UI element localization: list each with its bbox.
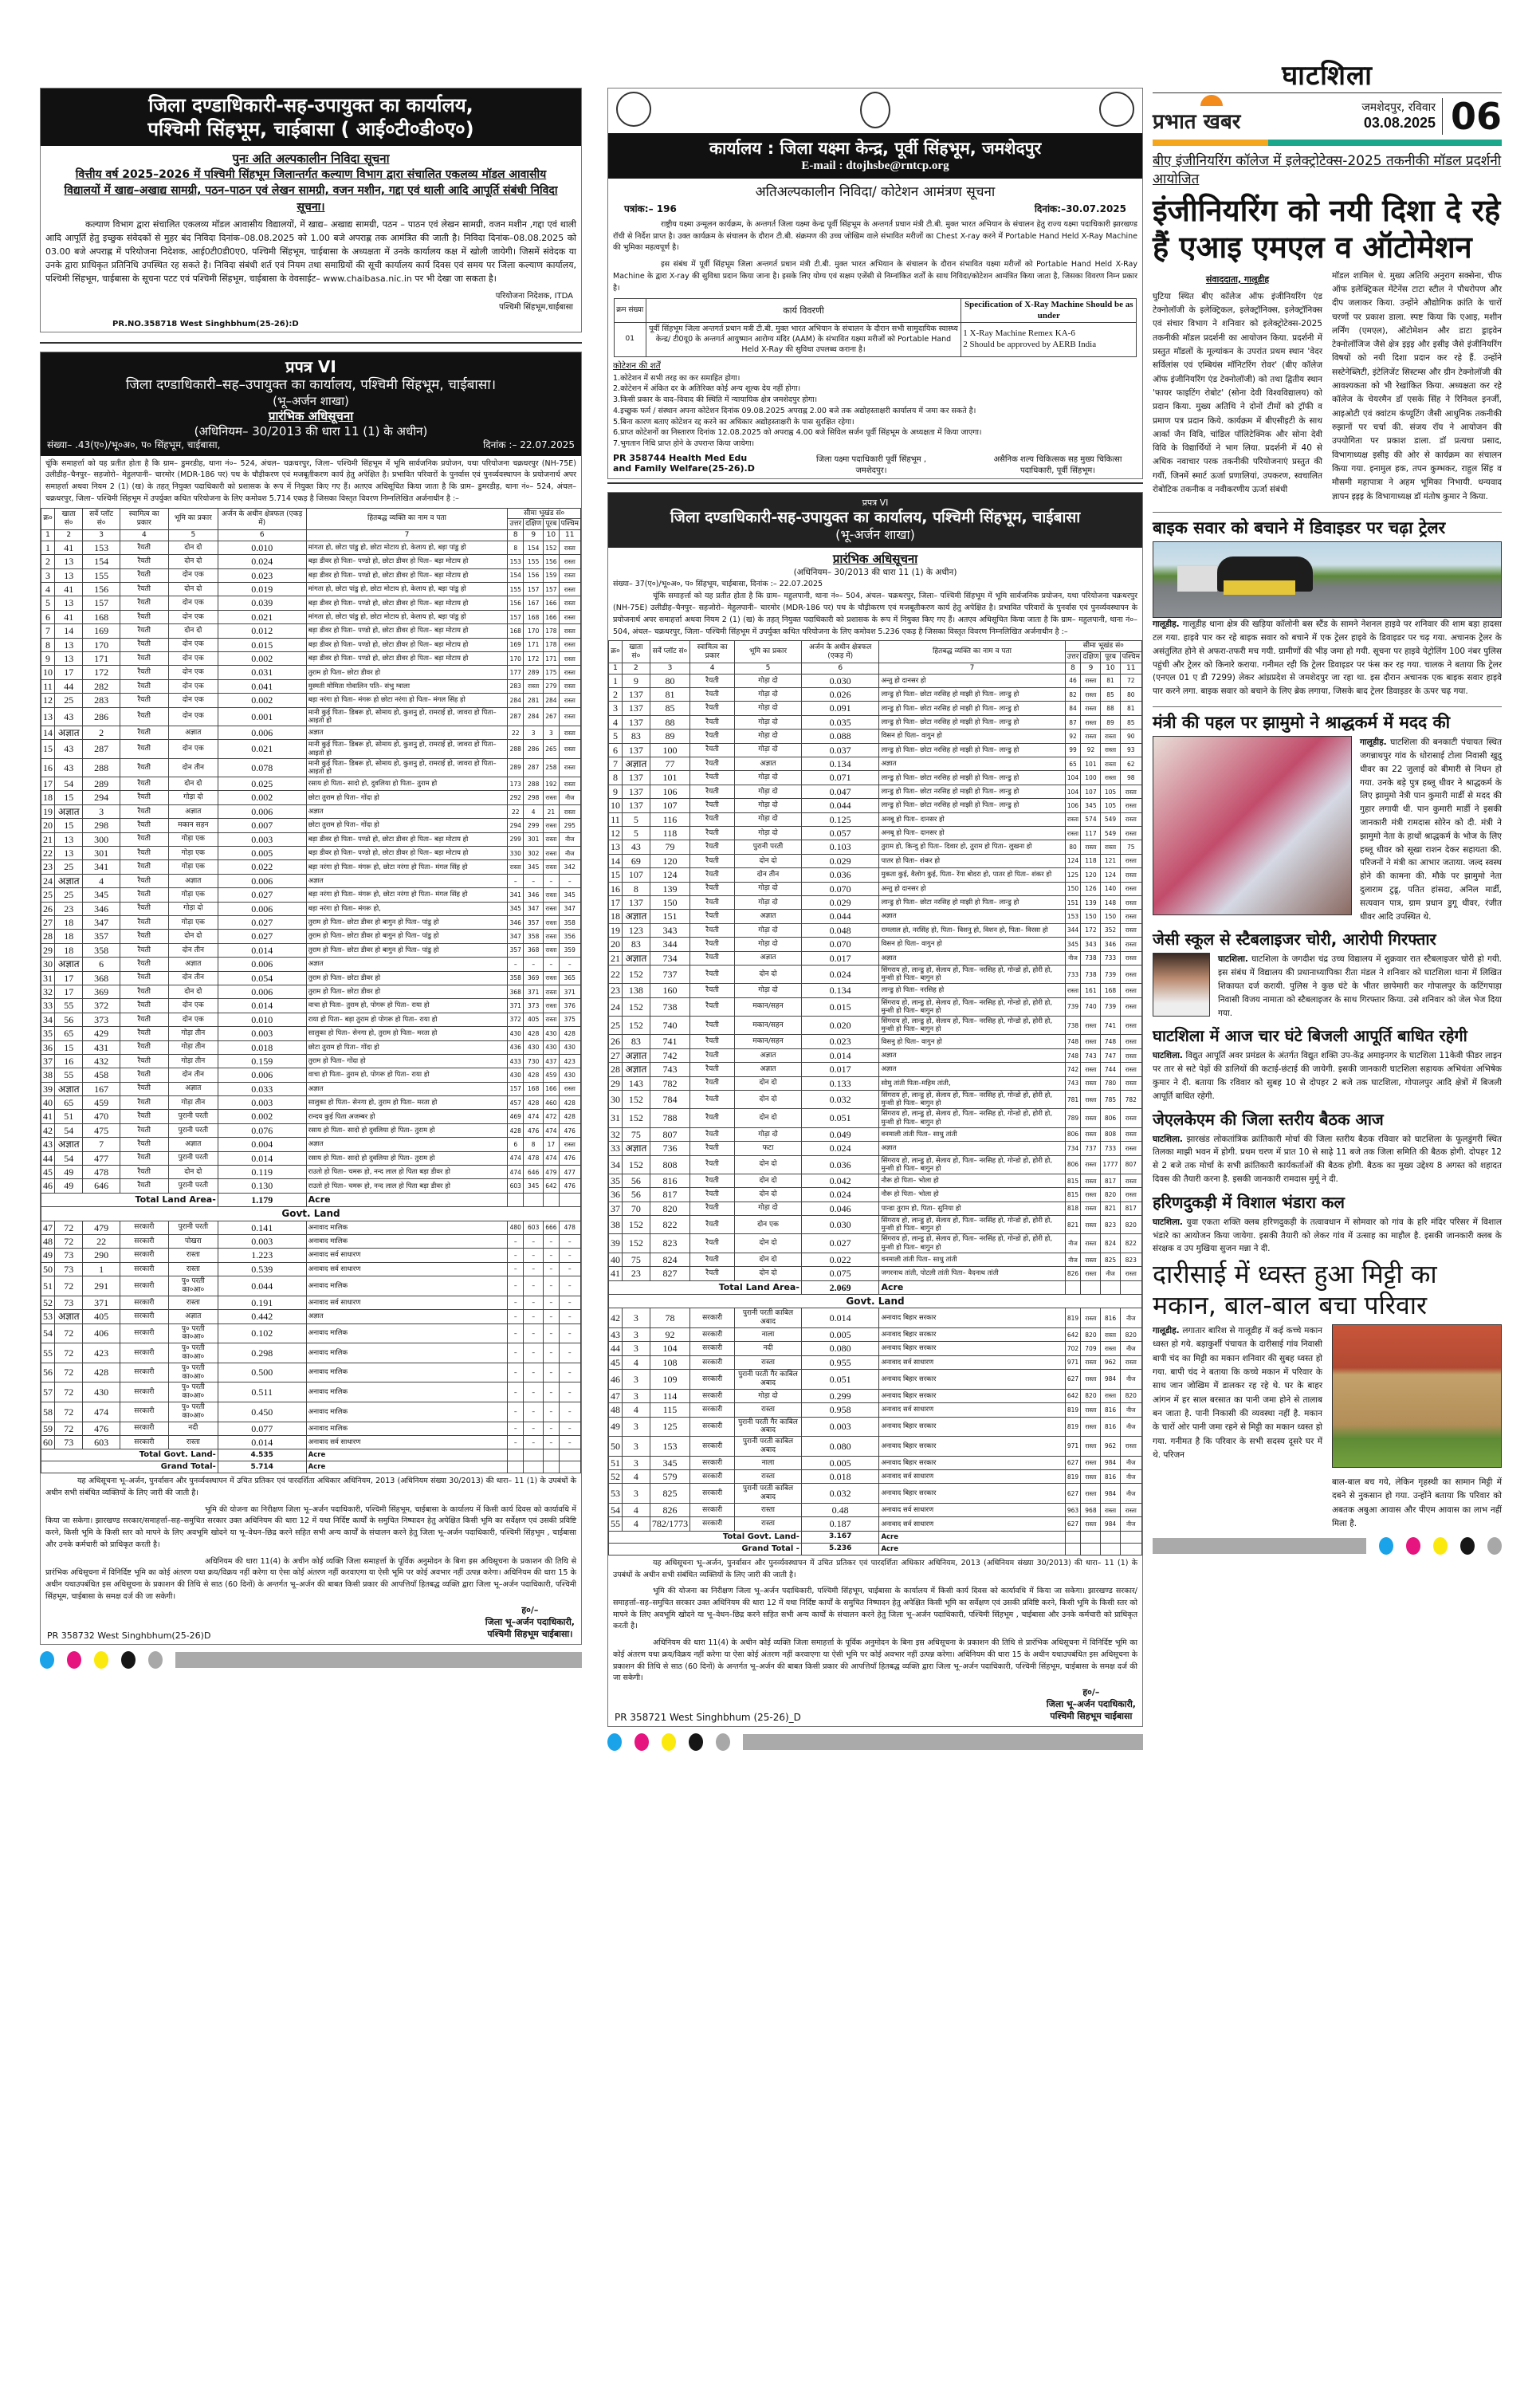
table-row: 49 3 125 सरकारी पुरानी परती गैर काबिल अबाद 0.003 अनावाद बिहार सरकार 819 रास्ता 816 नीज bbox=[609, 1417, 1142, 1437]
table-row: 54 4 826 सरकारी रास्ता 0.48 अनावाद सर्व साधारण 963 968 रास्ता रास्ता bbox=[609, 1504, 1142, 1517]
table-row: 27 18 347 रैयती गोड़ा एक 0.027 तुराम हो पिता– छोटा डीवर हो बागुन हो पिता– पांडु हो 346 357 रास्ता 358 bbox=[41, 916, 581, 930]
table-row: 31 17 368 रैयती दोन तीन 0.054 तुराम हो पिता– छोटा डीवर हो 358 369 रास्ता 365 bbox=[41, 971, 581, 985]
lead-story: बीए इंजीनियरिंग कॉलेज में इलेक्ट्रोटेक्स-2025 तकनीकी मॉडल प्रदर्शनी आयोजित इंजीनियरिंग को नयी दिशा दे रहे हैं एआइ एमएल व ऑटोमेशन संवाददाता, गालूडीह घुटिया स्थित बीए कॉलेज ऑफ इंजीनियरिंग एंड टेक्नोलॉजी के इलेक्ट्रिकल, इलेक्ट्रॉनिक्स, इलेक्ट्रॉनिक्स एवं संचार विभाग ने शनिवार को इलेक्ट्रोटेक्स-2025 तकनीकी मॉडल प्रदर्शनी का आयोजन किया. प्रदर्शनी में प्रस्तुत मॉडलों के मूल्यांकन के उपरांत प्रथम स्थान 'वेदर सर्विलांस एवं एम्बियंस मॉनिटरिंग रोवर' (बीए कॉलेज ऑफ इंजीनियरिंग एंड टेक्नोलॉजी) को तथा द्वितीय स्थान 'फायर फाइटिंग रोबोट' (सोना देवी विश्वविद्यालय) को प्रदान किया. मुख्य अतिथि ने दोनों टीमों को ट्रॉफी व प्रमाण पत्र प्रदान किये. कार्यक्रम में बीएसीइटी के साथ आर्का जैन विवि, चांडिल पॉलिटेक्निक और सोना देवी विवि के विद्यार्थियों ने भाग लिया. प्रदर्शनी में 40 से अधिक नवाचार परक तकनीकी परियोजनाएं प्रस्तुत की गयीं, जिनमें स्मार्ट ऊर्जा प्रणालियां, उपकरण, स्वचालित रोबोटिक तकनीक व नवीकरणीय ऊर्जा संबंधी मॉडल शामिल थे. मुख्य अतिथि अनुराग सक्सेना, चीफ ऑफ इलेक्ट्रिकल मेंटेनेंस टाटा स्टील ने पौधरोपण और दीप जलाकर किया. उन्होंने औद्योगिक क्रांति के चारों चरणों पर प्रकाश डाला. स्पष्ट किया कि एआइ, मशीन लर्निंग (एमएल), ऑटोमेशन और डाटा ड्राइवेन टेक्नोलॉजिज जैसे क्षेत्र इइइ और इसीइ जैसे इंजीनियरिंग विषयों को नयी दिशा प्रदान कर रहे हैं. उन्होंने सस्टेनेब्लिटी, इंटेलिजेंट सिस्टम्स और ग्रीन टेक्नोलॉजी की आवश्यकता को भी रेखांकित किया. अध्यक्षता कर रहे कॉलेज के चेयरमैन डॉ एसके सिंह ने रिनिवल इनर्जी, आइओटी एवं क्वांटम कंप्यूटिंग जैसी आधुनिक तकनीकी रुझानों पर चर्चा की. संजय रॉय ने आयोजन की उपयोगिता पर प्रकाश डाला. डॉ प्रत्यचा प्रसाद, विभागाध्यक्ष इसीइ की ओर से कार्यक्रम का संचालन किया गया. इनामुल हक, तपन कुम्भकर, राहुल सिंह व मौसमी महापात्रा ने अहम भूमिका निभायी. धन्यवाद ज्ञापन इइइ के विभागाध्यक्ष डॉ मंतोष कुमार ने किया. bbox=[1153, 153, 1502, 501]
tb-work-table: क्रम संख्या कार्य विवरणी Specification of X-Ray Machine Should be as under 01 पूर्वी सिंहभूम जिला अन्तगर्त प्रधान मत्री टी.बी. मुक्त भारत अभियान के संचालन के दौरान सभी सामुदायिक स्वास्थ्य केन्द्र/ टी0यू0 के अन्तगर्त आयुष्मान आरोग्य मंदिर (AAM) के संभावित यक्ष्मा मरीजों को Portable Hand Held X-Ray की सुविधा उपलब्ध कराना है। 1 X-Ray Machine Remex KA-6 2 Should be approved by AERB India bbox=[614, 298, 1137, 356]
table-row: 41 51 470 रैयती पुरानी परती 0.002 रान्दय कुई पिता अजम्बर हो 469 474 472 428 bbox=[41, 1110, 581, 1123]
table-row: 38 152 822 रैयती दोन एक 0.030 सिंगराय हो, लान्डु हो, सेलाय हो, पिता– नरसिंह हो, गोन्डो हो, होरी हो, मुन्शी हो पिता– बागुन हो 821 रास्ता 823 820 bbox=[609, 1216, 1142, 1234]
grand-total-row: Grand Total - 5.236 Acre bbox=[609, 1543, 1142, 1555]
table-row: 47 3 114 सरकारी गोड़ा दो 0.299 अनावाद बिहार सरकार 642 820 रास्ता 820 bbox=[609, 1389, 1142, 1402]
grand-total-row: Grand Total- 5.714 Acre bbox=[41, 1461, 581, 1473]
table-row: 30 152 784 रैयती दोन दो 0.032 सिंगराय हो, लान्डु हो, सेलाय हो, पिता– नरसिह हो, गोन्डो हो, होरी हो, मुन्शी हो पिता– बागुन हो 781 रास्ता 785 782 bbox=[609, 1090, 1142, 1108]
table-row: 49 73 290 सरकारी रास्ता 1.223 अनावाद सर्व साधारण – – – – bbox=[41, 1249, 581, 1262]
table-row: 33 अज्ञात 736 रैयती फटा 0.024 अज्ञात 734 737 733 रास्ता bbox=[609, 1142, 1142, 1155]
table-row: 51 72 291 सरकारी पु० परती का०आ० 0.044 अनावाद मालिक – – – – bbox=[41, 1276, 581, 1296]
table-row: 59 72 476 सरकारी नदी 0.077 अनावाद मालिक – – – – bbox=[41, 1422, 581, 1435]
theft-headline: जेसी स्कूल से स्टैबलाइजर चोरी, आरोपी गिरफ्तार bbox=[1153, 930, 1436, 950]
table-row: 24 अज्ञात 4 रैयती अज्ञात 0.006 अज्ञात – – – – bbox=[41, 874, 581, 887]
registration-dot-icon bbox=[689, 1733, 703, 1751]
masthead-color-bar bbox=[1153, 140, 1502, 146]
table-row: 11 5 116 रैयती गोड़ा दो 0.125 अनबू हो पिता– दानसर हो रास्ता 574 549 रास्ता bbox=[609, 812, 1142, 826]
table-row: 53 अज्ञात 405 सरकारी अज्ञात 0.442 अज्ञात – – – – bbox=[41, 1310, 581, 1323]
itda-notice-title: पुनः अति अल्पकालीन निविदा सूचना bbox=[232, 151, 390, 166]
registration-dot-icon bbox=[1406, 1537, 1420, 1555]
table-row: 28 18 357 रैयती दोन दो 0.027 तुराम हो पिता– छोटा डीवर हो बागुन हो पिता– पांडु हो 347 358 रास्ता 356 bbox=[41, 930, 581, 943]
table-row: 2 137 81 रैयती गोड़ा दो 0.026 लान्डु हो पिता– छोटा नरसिह हो माझी हो पिता– लान्डु हो 82 रास्ता 85 80 bbox=[609, 688, 1142, 702]
table-row: 7 अज्ञात 77 रैयती अज्ञात 0.134 अज्ञात 65 101 रास्ता 62 bbox=[609, 757, 1142, 771]
land-notice-1-intro: चूंकि समाहर्त्ता को यह प्रतीत होता है कि ग्राम– डुमरडीह, थाना नं०– 524, अंचल– चक्रधरपुर, जिला– पश्चिमी सिंहभूम में भूमि सार्वजनिक प्रयोजन, यथा परियोजना चक्रधरपुर (NH-75E) उलीडीह–चैनपुर– सहजोरो– मेहुलपानी– चारमोर (MDR-186 पर) पथ के चौड़ीकरण एवं मजबूतीकरण कार्य हेतु अपेक्षित है। प्रभावित परिवारों के पुनर्वास एवं पुनर्व्यवस्थापन के प्रयोजनार्थ अपर समाहर्त्ता अथवा नियम 2 (1) (ख) के तहत् नियुक्त पदाधिकारी को प्रशासक के रूप में नियुक्त किए गए हैं। अतएव अधिसूचित किया जाता है कि ग्राम– डुमरडीह, थाना नं०– 524, अंचल– चक्रधरपुर, जिला– पश्चिमी सिंहभूम में उपर्युक्त कथित परियोजना के लिए कमोवश 5.714 एकड़ है जिसका विस्तृत विवरण निम्नलिखित अर्जनाधीन है :– bbox=[45, 458, 576, 503]
table-row: 9 137 106 रैयती गोड़ा दो 0.047 लान्डु हो पिता– छोटा नरसिह हो माझी हो पिता– लान्डु हो 104 107 105 रास्ता bbox=[609, 785, 1142, 798]
table-row: 18 15 294 रैयती गोड़ा दो 0.002 छोटा तुराम हो पिता– गोंदा हो 292 298 रास्ता नीज bbox=[41, 791, 581, 804]
sunrise-logo-icon bbox=[1200, 95, 1223, 106]
land-notice-2-intro: चूंकि समाहर्त्ता को यह प्रतीत होता है कि ग्राम– महुलपानी, थाना नं०– 504, अंचल– चक्रधरपुर, जिला– पश्चिमी सिंहभूम में भूमि सार्वजनिक प्रयोजन, यथा परियोजना चक्रधरपुर (NH-75E) उलीडीह–चैनपुर– सहजोरो– मेहुलपानी– चारमोर (MDR-186 पर) पथ के चौड़ीकरण एवं मजबूतीकरण कार्य हेतु अपेक्षित है। प्रभावित परिवारों के पुनर्वास एवं पुनर्व्यवस्थापन के प्रयोजनार्थ अपर समाहर्त्ता अथवा नियम 2 (1) (ख) के तहत् नियुक्त पदाधिकारी को प्रशासक के रूप में नियुक्त किए गए हैं। अतएव अधिसूचित किया जाता है कि ग्राम– महुलपानी, थाना नं०– 504, अंचल– चक्रधरपुर, जिला– पश्चिमी सिंहभूम में उपर्युक्त कथित परियोजना के लिए कमोवश 5.236 एकड़ है जिसका विस्तृत विवरण निम्नलिखित अर्जनाधीन है :– bbox=[613, 592, 1137, 636]
table-row: 55 72 423 सरकारी पु० परती का०आ० 0.298 अनावाद मालिक – – – – bbox=[41, 1343, 581, 1363]
table-row: 26 23 346 रैयती गोड़ा दो 0.006 बड़ा नरंगा हो पिता– मंगरू हो, 345 347 रास्ता 347 bbox=[41, 902, 581, 915]
table-row: 54 72 406 सरकारी पु० परती का०आ० 0.102 अनावाद मालिक – – – – bbox=[41, 1323, 581, 1343]
tb-conditions-list bbox=[608, 373, 1142, 450]
tb-notice-title: अतिअल्पकालीन निविदा/ कोटेशन आमंत्रण सूचना bbox=[755, 184, 996, 200]
table-row: 47 72 479 सरकारी पुरानी परती 0.141 अनावाद मालिक 480 603 666 478 bbox=[41, 1221, 581, 1234]
table-row: 48 72 22 सरकारी पोखरा 0.003 अनावाद मालिक – – – – bbox=[41, 1234, 581, 1248]
table-row: 50 3 153 सरकारी पुरानी परती काबिल अबाद 0.080 अनावाद बिहार सरकार 971 रास्ता 962 रास्ता bbox=[609, 1437, 1142, 1457]
condition-item: 5.बिना कारण बताए कोटेशन रद्द करने का अधिकार अद्योहस्ताक्षरी के पास सुरक्षित रहेगा। bbox=[613, 417, 854, 427]
table-row: 55 4 782/1773 सरकारी रास्ता 0.187 अनावाद सर्व साधारण 627 रास्ता 984 नीज bbox=[609, 1517, 1142, 1531]
bhandara-headline: हरिणदुकड़ी में विशाल भंडारा कल bbox=[1153, 1192, 1345, 1212]
registration-dot-icon bbox=[1433, 1537, 1448, 1555]
table-row: 39 152 823 रैयती दोन दो 0.027 सिंगराय हो, लान्डु हो, सेलाय हो, पिता– नरसिंह हो, गोन्डो हो, होरी हो, मुन्शी हो पिता– बागुन हो नीज रास्ता 824 822 bbox=[609, 1234, 1142, 1253]
lead-headline: इंजीनियरिंग को नयी दिशा दे रहे हैं एआइ एमएल व ऑटोमेशन bbox=[1153, 192, 1501, 265]
table-row: 17 137 150 रैयती गोड़ा दो 0.029 लान्डु हो पिता– छोटा नरसिह हो माझी हो पिता– लान्डु हो 151 139 148 रास्ता bbox=[609, 895, 1142, 909]
house-headline: दारीसाई में ध्वस्त हुआ मिट्टी का मकान, बाल-बाल बचा परिवार bbox=[1153, 1259, 1437, 1321]
table-row: 21 अज्ञात 734 रैयती अज्ञात 0.017 अज्ञात नीज 738 733 रास्ता bbox=[609, 951, 1142, 965]
itda-notice-body: कल्याण विभाग द्वारा संचालित एकलव्य मॉडल आवासीय विद्यालयों, में खाद्य– अखाद्य सामग्री, पठन – पाठन एवं लेखन सामग्री, वजन मशीन ,गद्दा एवं थाली आदि आपूर्ति हेतु इच्छुक संवेदकों से मुहर बंद निविदा दिनांक–08.08.2025 को 1.00 बजे अपराह्ण तक आमंत्रित की जाती है। निविदा दिनांक–08.08.2025 को 03.00 बजे अपराह्ण में परियोजना निदेशक, आई0टी0डी0ए0, पश्चिमी सिंहभूम, चाईबासा के अध्यक्षता में उनके कार्यालय कक्ष में खोली जायेगी। जिसमें संवेदक या उनके द्वारा प्राधिकृत प्रतिनिधि उपस्थित रह सकते है। निविदा संबंधी शर्त एवं नियम तथा समाग्रियों की सूची कार्यालय कार्य दिवस एवं समय पर जिला कल्याण कार्यालय, पश्चिमी सिंहभूम, चाईबासा के सूचना पटट एवं पश्चिमी सिंहभूम, चाईबासा के वेवसाईट– www.chaibasa.nic.in पर भी देखा जा सकता है। bbox=[45, 218, 576, 285]
table-row: 52 73 371 सरकारी रास्ता 0.191 अनावाद सर्व साधारण – – – – bbox=[41, 1296, 581, 1309]
table-row: 52 4 579 सरकारी रास्ता 0.018 अनावाद सर्व साधारण 819 रास्ता 816 नीज bbox=[609, 1470, 1142, 1484]
registration-dot-icon bbox=[148, 1651, 163, 1669]
registration-dot-icon bbox=[716, 1733, 730, 1751]
table-row: 58 72 474 सरकारी पु० परती का०आ० 0.450 अनावाद मालिक – – – – bbox=[41, 1402, 581, 1422]
table-row: 48 4 115 सरकारी रास्ता 0.958 अनावाद सर्व साधारण 819 रास्ता 816 नीज bbox=[609, 1403, 1142, 1417]
registration-dot-icon bbox=[1460, 1537, 1475, 1555]
table-row: 42 3 78 सरकारी पुरानी परती काबिल अबाद 0.014 अनावाद बिहार सरकार 819 रास्ता 816 नीज bbox=[609, 1308, 1142, 1328]
table-row: 28 अज्ञात 743 रैयती अज्ञात 0.017 अज्ञात 742 रास्ता 744 रास्ता bbox=[609, 1063, 1142, 1076]
table-row: 44 3 104 सरकारी नदी 0.080 अनावाद बिहार सरकार 702 709 रास्ता नीज bbox=[609, 1342, 1142, 1355]
table-row: 30 अज्ञात 6 रैयती अज्ञात 0.006 अज्ञात – – – – bbox=[41, 958, 581, 971]
tb-notice-header: कार्यालय : जिला यक्ष्मा केन्द्र, पूर्वी सिंहभूम, जमशेदपुर E-mail : dtojhsbe@rntcp.org bbox=[608, 133, 1142, 179]
table-row: 39 अज्ञात 167 रैयती अज्ञात 0.033 अज्ञात 157 168 166 रास्ता bbox=[41, 1082, 581, 1095]
tb-notice-footer: PR 358744 Health Med Edu and Family Welfare(25-26).D जिला यक्ष्मा पदाधिकारी पूर्वी सिंहभूम , जमशेदपुर। असैनिक शल्य चिकित्सक सह मुख्य चिकित्सा पदाधिकारी, पूर्वी सिंहभूम। bbox=[613, 452, 1122, 475]
table-row: 8 13 170 रैयती दोन एक 0.015 बड़ा डीवर हो पिता– पण्डो हो, छोटा डीवर हो पिता– बड़ा मोटाय हो 169 171 178 रास्ता bbox=[41, 638, 581, 651]
registration-marks-left bbox=[40, 1645, 582, 1675]
tb-program-logo-icon bbox=[1099, 92, 1134, 127]
land-notice-1-table: क्र० खाता सं० सर्वे प्लॉट सं० स्वामित्व का प्रकार भूमि का प्रकार अर्जन के अधीन क्षेत्रफल (एकड़ में) हितबद्ध व्यक्ति का नाम व पता सीमा भूखंड सं० उत्तर दक्षिण पूरब पश्चिम 1 2 3 4 5 6 7 8 9 10 11 1 41 153 रैयती दोन दो 0.010 मांगता हो, छोटा पांडु हो, छोटा मोटाय हो, केलाय हो, बड़ा पांडु हो 8 154 152 रास्ता 2 13 154 रैयती दोन दो 0.024 बड़ा डीवर हो पिता– पण्डो हो, छोटा डीवर हो पिता– बड़ा मोटाय हो 153 155 156 रास्ता 3 13 155 रैयती दोन एक 0.023 बड़ा डीवर हो पिता– पण्डो हो, छोटा डीवर हो पिता– बड़ा मोटाय हो 154 156 159 रास्ता 4 41 156 रैयती दोन दो 0.019 मांगता हो, छोटा पांडु हो, छोटा मोटाय हो, केलाय हो, बड़ा पांडु हो 155 157 157 रास्ता 5 13 157 रैयती दोन एक 0.039 बड़ा डीवर हो पिता– पण्डो हो, छोटा डीवर हो पिता– बड़ा मोटाय हो 156 167 166 रास्ता 6 41 168 रैयती दोन एक 0.021 मांगता हो, छोटा पांडु हो, छोटा मोटाय हो, केलाय हो, बड़ा पांडु हो 157 168 166 रास्ता 7 14 169 रैयती दोन दो 0.012 बड़ा डीवर हो पिता– पण्डो हो, छोटा डीवर हो पिता– बड़ा मोटाय हो 168 170 178 रास्ता 8 13 170 रैयती दोन एक 0.015 बड़ा डीवर हो पिता– पण्डो हो, छोटा डीवर हो पिता– बड़ा मोटाय हो 169 171 178 रास्ता 9 13 171 रैयती दोन एक 0.002 बड़ा डीवर हो पिता– पण्डो हो, छोटा डीवर हो पिता– बड़ा मोटाय हो 170 172 171 रास्ता 10 17 172 रैयती दोन एक 0.031 तुराम हो पिता– छोटा डीवर हो 177 289 175 रास्ता 11 44 282 रैयती दोन एक 0.041 मुस्मती मोमिता गोवालिन पति– संभु ग्वाला 283 रास्ता 279 रास्ता 12 25 283 रैयती दोन एक 0.002 बड़ा नरंगा हो पिता– मंगरू हो छोटा नरंगा हो पिता– मंगल सिंह हो 284 281 284 रास्ता 13 43 286 रैयती दोन एक 0.001 मानी कुई पिता– डिबरू हो, सोमाय हो, कुशनु हो, रामराई हो, जावरा हो पिता– आइतो हो 287 284 267 रास्ता 14 अज्ञात 2 रैयती अज्ञात 0.006 अज्ञात 22 3 3 रास्ता 15 43 287 रैयती दोन एक 0.021 मानी कुई पिता– डिबरू हो, सोमाय हो, कुशनु हो, रामराई हो, जावरा हो पिता– आइतो हो 288 286 265 रास्ता 16 43 288 रैयती दोन तीन 0.078 मानी कुई पिता– डिबरू हो, सोमाय हो, कुशनु हो, रामराई हो, जावरा हो पिता– आइतो हो 289 287 258 रास्ता 17 54 289 रैयती दोन दो 0.025 रसाय हो पिता– सादो हो, दुवलिया हो पिता– तुराम हो 173 288 192 रास्ता 18 15 294 रैयती गोड़ा दो 0.002 छोटा तुराम हो पिता– गोंदा हो 292 298 रास्ता नीज 19 अज्ञात 3 रैयती अज्ञात 0.006 अज्ञात 22 4 21 रास्ता 20 15 298 रैयती मकान सहन 0.007 छोटा तुराम हो पिता– गोंदा हो 294 299 रास्ता 295 21 13 300 रैयती गोड़ा एक 0.003 बड़ा डीवर हो पिता– पण्डो हो, छोटा डीवर हो पिता– बड़ा मोटाय हो 299 301 रास्ता नीज 22 13 301 रैयती गोड़ा एक 0.005 बड़ा डीवर हो पिता– पण्डो हो, छोटा डीवर हो पिता– बड़ा मोटाय हो 330 302 रास्ता नीज 23 25 341 रैयती गोड़ा एक 0.022 बड़ा नरंगा हो पिता– मंगरू हो, छोटा नरंगा हो पिता– मंगल सिंह हो रास्ता 345 रास्ता 342 24 अज्ञात 4 रैयती अज्ञात 0.006 अज्ञात – – – – 25 25 345 रैयती गोड़ा एक 0.027 बड़ा नरंगा हो पिता– मंगरू हो, छोटा नरंगा हो पिता– मंगल सिंह हो 341 346 रास्ता 345 26 23 346 रैयती गोड़ा दो 0.006 बड़ा नरंगा हो पिता– मंगरू हो, 345 347 रास्ता 347 27 18 347 रैयती गोड़ा एक 0.027 तुराम हो पिता– छोटा डीवर हो बागुन हो पिता– पांडु हो 346 357 रास्ता 358 28 18 357 रैयती दोन दो 0.027 तुराम हो पिता– छोटा डीवर हो बागुन हो पिता– पांडु हो 347 358 रास्ता 356 29 18 358 रैयती दोन तीन 0.014 तुराम हो पिता– छोटा डीवर हो बागुन हो पिता– पांडु हो 357 368 रास्ता 359 30 अज्ञात 6 रैयती अज्ञात 0.006 अज्ञात – – – – 31 17 368 रैयती दोन तीन 0.054 तुराम हो पिता– छोटा डीवर हो 358 369 रास्ता 365 32 17 369 रैयती दोन दो 0.006 तुराम हो पिता– छोटा डीवर हो 368 371 रास्ता 371 33 55 372 रैयती दोन एक 0.014 वाचा हो पिता– तुराम हो, पोगरू हो पिता– राया हो 371 373 रास्ता 376 34 56 373 रैयती दोन एक 0.010 राया हो पिता– बड़ा तुराम हो पोगरू हो पिता– राया हो 372 405 रास्ता 375 35 65 429 रैयती गोड़ा तीन 0.003 सालुका हो पिता– सेनगा हो, तुराम हो पिता– मरता हो 430 428 430 428 36 15 431 रैयती गोड़ा तीन 0.018 छोटा तुराम हो पिता– गोंदा हो 436 430 430 430 37 16 432 रैयती गोड़ा तीन 0.159 तुराम हो पिता– गोंदा हो 433 730 437 423 38 55 458 रैयती दोन तीन 0.006 वाचा हो पिता– तुराम हो, पोगरू हो पिता– राया हो 430 428 459 430 39 अज्ञात 167 रैयती अज्ञात 0.033 अज्ञात 157 168 166 रास्ता 40 65 459 रैयती गोड़ा तीन 0.003 सालुका हो पिता– सेनगा हो, तुराम हो पिता– मरता हो 457 428 460 428 41 51 470 रैयती पुरानी परती 0.002 रान्दय कुई पिता अजम्बर हो 469 474 472 428 42 54 475 रैयती पुरानी परती 0.076 रसाय हो पिता– सादो हो दुवलिया हो पिता– तुराम हो 428 476 474 476 43 अज्ञात 7 रैयती अज्ञात 0.004 अज्ञात 6 8 17 रास्ता 44 54 477 रैयती पुरानी परती 0.014 रसाय हो पिता– सादो हो दुवलिया हो पिता– तुराम हो 474 478 474 476 45 49 478 रैयती दोन दो 0.119 राउतो हो पिता– चमरू हो, नन्द लाल हो पिता बड़ा डीवर हो 474 646 479 477 46 49 646 रैयती पुरानी परती 0.130 राउतो हो पिता– चमरू हो, नन्द लाल हो पिता बड़ा डीवर हो 603 345 642 476 Total Land Area- 1.179 Acre Govt. Land 47 72 479 सरकारी पुरानी परती 0.141 अनावाद मालिक 480 603 666 478 48 72 22 सरकारी पोखरा 0.003 अनावाद मालिक – – – – 49 73 290 सरकारी रास्ता 1.223 अनावाद सर्व साधारण – – – – 50 73 1 सरकारी रास्ता 0.539 अनावाद सर्व साधारण – – – – 51 72 291 सरकारी पु० परती का०आ० 0.044 अनावाद मालिक – – – – 52 73 371 सरकारी रास्ता 0.191 अनावाद सर्व साधारण – – – – 53 अज्ञात 405 सरकारी अज्ञात 0.442 अज्ञात – – – – 54 72 406 सरकारी पु० परती का०आ० 0.102 अनावाद मालिक – – – – 55 72 423 सरकारी पु० परती का०आ० 0.298 अनावाद मालिक – – – – 56 72 428 सरकारी पु० परती का०आ० 0.500 अनावाद मालिक – – – – 57 72 430 सरकारी पु० परती का०आ० 0.511 अनावाद मालिक – – – – 58 72 474 सरकारी पु० परती का०आ० 0.450 अनावाद मालिक – – – – 59 72 476 सरकारी नदी 0.077 अनावाद मालिक – – – – 60 73 603 सरकारी रास्ता 0.014 अनावाद सर्व साधारण – – – – Total Govt. Land- 4.535 Acre Grand Total- 5.714 Acre bbox=[41, 508, 581, 1474]
table-row: 16 43 288 रैयती दोन तीन 0.078 मानी कुई पिता– डिबरू हो, सोमाय हो, कुशनु हो, रामराई हो, जावरा हो पिता– आइतो हो 289 287 258 रास्ता bbox=[41, 758, 581, 777]
table-row: 15 107 124 रैयती दोन तीन 0.036 मुकता कुई, वैलोग कुई, पिता– रेंगा बोदरा हो, पातर हो पिता– शंकर हो 125 120 124 रास्ता bbox=[609, 868, 1142, 882]
land-notice-1-signature: ह०/– जिला भू–अर्जन पदाधिकारी, पश्चिमी सिहभूम चाईबासा। bbox=[485, 1605, 575, 1640]
itda-tender-notice bbox=[40, 88, 582, 332]
registration-marks-middle bbox=[607, 1727, 1143, 1757]
table-row: 25 25 345 रैयती गोड़ा एक 0.027 बड़ा नरंगा हो पिता– मंगरू हो, छोटा नरंगा हो पिता– मंगल सिंह हो 341 346 रास्ता 345 bbox=[41, 888, 581, 902]
table-row: 41 23 827 रैयती दोन दो 0.075 जगरनाथ तांती, पोटली तांती पिता– वैदनाथ तांती 826 रास्ता नीज रास्ता bbox=[609, 1267, 1142, 1280]
table-row: 32 75 807 रैयती गोड़ा दो 0.049 वनमाली तांती पिता– साधु तांती 806 रास्ता 808 रास्ता bbox=[609, 1127, 1142, 1141]
table-row: 20 15 298 रैयती मकान सहन 0.007 छोटा तुराम हो पिता– गोंदा हो 294 299 रास्ता 295 bbox=[41, 819, 581, 832]
table-row: 8 137 101 रैयती गोड़ा दो 0.071 लान्डु हो पिता– छोटा नरसिह हो माझी हो पिता– लान्डु हो 104 100 रास्ता 98 bbox=[609, 771, 1142, 785]
jlkm-headline: जेएलकेएम की जिला स्तरीय बैठक आज bbox=[1153, 1109, 1384, 1129]
table-row: 1 41 153 रैयती दोन दो 0.010 मांगता हो, छोटा पांडु हो, छोटा मोटाय हो, केलाय हो, बड़ा पांडु हो 8 154 152 रास्ता bbox=[41, 541, 581, 554]
registration-bar bbox=[175, 1652, 582, 1668]
minister-story: मंत्री की पहल पर झामुमो ने श्राद्धकर्म में मदद की गालूडीह. घाटशिला की बनकाटी पंचायत स्थित जगन्नाथपुर गांव के धोरासाई टोला निवासी खुदु धीवर का 22 जुलाई को बीमारी से निधन हो गया. उनके बड़े पुत्र हब्लू धीवर ने श्राद्धकर्म के लिए झामुमो नेत्री पान कुमारी मार्डी से मदद की गुहार लगायी थी. पान कुमारी मार्डी ने इसकी जानकारी मंत्री रामदास सोरेन को दी. मंत्री ने झामुमो नेता के हाथों श्राद्धकर्म के भोज के लिए हब्लू धीवर को सूखा राशन देकर सहायता की. परिजनों ने मंत्री का आभार जताया. जल्द स्वस्थ होने की कामना की. मौके पर झामुमो नेता दुलाराम टुडू, पतित हांसदा, अनिल मार्डी, सत्यवान पात्र, ग्राम प्रधान डुगू धीवर, रंजीत धीवर आदि उपस्थित थे. bbox=[1153, 706, 1502, 923]
table-row: 35 65 429 रैयती गोड़ा तीन 0.003 सालुका हो पिता– सेनगा हो, तुराम हो पिता– मरता हो 430 428 430 428 bbox=[41, 1027, 581, 1040]
tb-tender-notice: कार्यालय : जिला यक्ष्मा केन्द्र, पूर्वी सिंहभूम, जमशेदपुर E-mail : dtojhsbe@rntcp.org अतिअल्पकालीन निविदा/ कोटेशन आमंत्रण सूचना पत्रांक:– 196 दिनांक:–30.07.2025 राष्ट्रीय यक्ष्मा उन्मूलन कार्यक्रम, के अन्तगर्त जिला यक्ष्मा केन्द्र पूर्वी सिंहभूम के अन्तगर्त प्रधान मंत्री टी.बी. मुक्त भारत अभियान के संचालन हेतु राज्य यक्ष्मा पदाधिकारी झारखण्ड रॉची से निर्देश प्राप्त है। उक्त कार्यक्रम के संचालन के दौरान टी.बी. संक्रमण की उच्च जोखिम वाले संभावित मरीजों का Chest X-ray करने में Portable Hand Held X-Ray Machine की भुमिका महत्वपूर्ण है। इस संबंध में पूर्वी सिंहभूम जिला अन्तगर्त प्रधान मंत्री टी.बी. मुक्त भारत अभियान के संचालन के दौरान संभावित यक्ष्मा मरीजों को Portable Hand Held X-Ray Machine के द्वारा X-ray की सुविधा प्रदान किया जाना है। इसके लिए योग्य एवं सक्षम एजेंसी से निम्नांकित शर्तों के साथ निविदा/कोटेशन आमंत्रित किया जाता है, जिसका विवरण निम्न प्रकार है। क्रम संख्या कार्य विवरणी Specification of X-Ray Machine Should be as under 01 पूर्वी सिंहभूम जिला अन्तगर्त प्रधान मत्री टी.बी. मुक्त भारत अभियान के संचालन के दौरान सभी सामुदायिक स्वास्थ्य केन्द्र/ टी0यू0 के अन्तगर्त आयुष्मान आरोग्य मंदिर (AAM) के संभावित यक्ष्मा मरीजों को Portable Hand Held X-Ray की सुविधा उपलब्ध कराना है। 1 X-Ray Machine Remex KA-6 2 Should be approved by AERB India कोटेशन की शर्तें 1.कोटेशन में सभी तरह का कर समाहित होगा। 2.कोटेशन में अंकित दर के अतिरिक्त कोई अन्य शूल्क देय नहीं होगा। 3.किसी प्रकार के वाद–विवाद की स्थिति में न्यायायिक क्षेत्र जमशेदपुर होगा। 4.इच्छुक फर्म / संस्थान अपना कोटेशन दिनांक 09.08.2025 अपराह्न 2.00 बजे तक अद्योहस्ताक्षरी कार्यालय में जमा कर सकते है। 5.बिना कारण बताए कोटेशन रद्द करने का अधिकार अद्योहस्ताक्षरी के पास सुरक्षित रहेगा। 6.प्राप्त कोटेशनों का निस्तारण दिनांक 12.08.2025 को अपराह्न 4.00 बजे सिविल सर्जन पूर्वी सिंहभूम के अध्यक्षता में किया जाएगा। 7.भुगतान निधि प्राप्त होने के उपरान्त किया जायेगा। PR 358744 Health Med Edu and Family Welfare(25-26).D जिला यक्ष्मा पदाधिकारी पूर्वी सिंहभूम , जमशेदपुर। असैनिक शल्य चिकित्सक सह मुख्य चिकित्सा पदाधिकारी, पूर्वी सिंहभूम। bbox=[607, 88, 1143, 479]
table-row: 22 13 301 रैयती गोड़ा एक 0.005 बड़ा डीवर हो पिता– पण्डो हो, छोटा डीवर हो पिता– बड़ा मोटाय हो 330 302 रास्ता नीज bbox=[41, 847, 581, 860]
table-row: 43 अज्ञात 7 रैयती अज्ञात 0.004 अज्ञात 6 8 17 रास्ता bbox=[41, 1138, 581, 1151]
table-row: 43 3 92 सरकारी नाला 0.005 अनावाद बिहार सरकार 642 820 रास्ता 820 bbox=[609, 1327, 1142, 1341]
table-row: 4 137 88 रैयती गोड़ा दो 0.035 लान्डु हो पिता– छोटा नरसिह हो माझी हो पिता– लान्डु हो 87 रास्ता 89 85 bbox=[609, 715, 1142, 729]
condition-item: 7.भुगतान निधि प्राप्त होने के उपरान्त किया जायेगा। bbox=[613, 439, 755, 449]
table-row: 14 अज्ञात 2 रैयती अज्ञात 0.006 अज्ञात 22 3 3 रास्ता bbox=[41, 726, 581, 739]
table-row: 26 83 741 रैयती मकान/सहन 0.023 विसनु हो पिता– वागुन हो 748 रास्ता 748 रास्ता bbox=[609, 1035, 1142, 1048]
power-cut-headline: घाटशिला में आज चार घंटे बिजली आपूर्ति बाधित रहेगी bbox=[1153, 1026, 1467, 1046]
table-row: 13 43 79 रैयती पुरानी परती 0.103 तुराम हो, किन्दु हो पिता– दिवार हो, तुराम हो पिता– लुखना हो 80 रास्ता रास्ता 75 bbox=[609, 840, 1142, 854]
table-row: 45 4 108 सरकारी रास्ता 0.955 अनावाद सर्व साधारण 971 रास्ता 962 रास्ता bbox=[609, 1355, 1142, 1369]
table-row: 10 137 107 रैयती गोड़ा दो 0.044 लान्डु हो पिता– छोटा नरसिह हो माझी हो पिता– लान्डु हो 106 345 105 रास्ता bbox=[609, 799, 1142, 812]
lead-byline: संवाददाता, गालूडीह bbox=[1205, 273, 1270, 285]
table-row: 60 73 603 सरकारी रास्ता 0.014 अनावाद सर्व साधारण – – – – bbox=[41, 1435, 581, 1449]
column-right-news bbox=[1153, 48, 1502, 1561]
table-row: 27 अज्ञात 742 रैयती अज्ञात 0.014 अज्ञात 748 743 747 रास्ता bbox=[609, 1048, 1142, 1062]
table-row: 5 83 89 रैयती गोड़ा दो 0.088 विसन हो पिता– वागुन हो 92 रास्ता रास्ता 90 bbox=[609, 730, 1142, 743]
table-row: 6 41 168 रैयती दोन एक 0.021 मांगता हो, छोटा पांडु हो, छोटा मोटाय हो, केलाय हो, बड़ा पांडु हो 157 168 166 रास्ता bbox=[41, 610, 581, 623]
govt-total-row: Total Govt. Land- 3.167 Acre bbox=[609, 1531, 1142, 1543]
lead-kicker: बीए इंजीनियरिंग कॉलेज में इलेक्ट्रोटेक्स-2025 तकनीकी मॉडल प्रदर्शनी आयोजित bbox=[1153, 153, 1502, 187]
table-row: 53 3 825 सरकारी पुरानी परती काबिल अबाद 0.032 अनावाद बिहार सरकार 627 रास्ता 984 नीज bbox=[609, 1484, 1142, 1504]
land-notice-1-header: प्रपत्र VI जिला दण्डाधिकारी–सह–उपायुक्त का कार्यालय, पश्चिमी सिंहभूम, चाईबासा। (भू–अर्जन शाखा) प्रारंभिक अधिसूचना (अधिनियम– 30/2013 की धारा 11 (1) के अधीन) संख्या– .43(ए०)/भू०अ०, प० सिंहभूम, चाईबासा, दिनांक :– 22.07.2025 bbox=[41, 352, 581, 456]
table-row: 34 56 373 रैयती दोन एक 0.010 राया हो पिता– बड़ा तुराम हो पोगरू हो पिता– राया हो 372 405 रास्ता 375 bbox=[41, 1013, 581, 1026]
itda-signature: परियोजना निदेशक, ITDA पश्चिमी सिंहभूम,चाईबासा bbox=[495, 292, 573, 313]
registration-marks-right bbox=[1153, 1531, 1502, 1561]
table-row: 46 3 109 सरकारी पुरानी परती गैर काबिल अबाद 0.051 अनावाद बिहार सरकार 627 रास्ता 984 नीज bbox=[609, 1370, 1142, 1390]
itda-notice-subtitle: वित्तीय वर्ष 2025–2026 में पश्चिमी सिंहभूम जिलान्तर्गत कल्याण विभाग द्वारा संचालित एकलव्य मॉडल आवासीय विद्यालयों में खाद्य–अखाद्य सामग्री, पठन–पाठन एवं लेखन सामग्री, वजन मशीन, गद्दा एवं थाली आदि आपूर्ति संबंधी निविदा सूचना। bbox=[64, 168, 558, 214]
condition-item: 4.इच्छुक फर्म / संस्थान अपना कोटेशन दिनांक 09.08.2025 अपराह्न 2.00 बजे तक अद्योहस्ताक्षरी कार्यालय में जमा कर सकते है। bbox=[613, 406, 976, 415]
registration-dot-icon bbox=[634, 1733, 649, 1751]
table-row: 12 5 118 रैयती गोड़ा दो 0.057 अनबू हो पिता– दानसर हो रास्ता 117 549 रास्ता bbox=[609, 827, 1142, 840]
table-row: 45 49 478 रैयती दोन दो 0.119 राउतो हो पिता– चमरू हो, नन्द लाल हो पिता बड़ा डीवर हो 474 646 479 477 bbox=[41, 1166, 581, 1179]
registration-dot-icon bbox=[1487, 1537, 1502, 1555]
registration-dot-icon bbox=[662, 1733, 676, 1751]
bhandara-story: हरिणदुकड़ी में विशाल भंडारा कल घाटशिला. युवा एकता शक्ति क्लब हरिणदुकड़ी के तत्वावधान में सोमवार को गांव के हरि मंदिर परिसर में विशाल भंडारे का आयोजन किया जायेगा. इसकी तैयारी को लेकर गांव में उत्साह का माहौल है. इसकी जानकारी क्लब के संरक्षक व उप मुखिया सुजन मन्ना ने दी. bbox=[1153, 1192, 1502, 1254]
table-row: 20 83 344 रैयती गोड़ा दो 0.070 विसन हो पिता– वागुन हो 345 343 346 रास्ता bbox=[609, 938, 1142, 951]
masthead: प्रभात खबर जमशेदपुर, रविवार 03.08.2025 06 bbox=[1153, 92, 1502, 135]
table-row: 25 152 740 रैयती मकान/सहन 0.020 सिंगराय हो, लान्डु हो, सेलाय हो, पिता– नरसिह हो, गोन्डो हो, होरी हो, मुन्शी हो पिता– बागुन हो 738 रास्ता 741 रास्ता bbox=[609, 1017, 1142, 1035]
table-row: 40 65 459 रैयती गोड़ा तीन 0.003 सालुका हो पिता– सेनगा हो, तुराम हो पिता– मरता हो 457 428 460 428 bbox=[41, 1096, 581, 1110]
table-row: 19 123 343 रैयती गोड़ा दो 0.048 रामलाल हो, नरसिंह हो, पिता– विशनु हो, विशन हो, पिता– विरसा हो 344 172 352 रास्ता bbox=[609, 923, 1142, 937]
table-row: 23 138 160 रैयती गोड़ा दो 0.134 लान्डु हो पिता– नरसिह हो रास्ता 161 168 रास्ता bbox=[609, 984, 1142, 997]
table-row: 40 75 824 रैयती दोन दो 0.022 वनमाली तांती पिता– साधु तांती नीज रास्ता 825 823 bbox=[609, 1253, 1142, 1266]
registration-bar bbox=[1153, 1538, 1366, 1554]
table-row: 17 54 289 रैयती दोन दो 0.025 रसाय हो पिता– सादो हो, दुवलिया हो पिता– तुराम हो 173 288 192 रास्ता bbox=[41, 777, 581, 791]
table-row: 13 43 286 रैयती दोन एक 0.001 मानी कुई पिता– डिबरू हो, सोमाय हो, कुशनु हो, रामराई हो, जावरा हो पिता– आइतो हो 287 284 267 रास्ता bbox=[41, 707, 581, 726]
table-row: 7 14 169 रैयती दोन दो 0.012 बड़ा डीवर हो पिता– पण्डो हो, छोटा डीवर हो पिता– बड़ा मोटाय हो 168 170 178 रास्ता bbox=[41, 624, 581, 638]
land-notice-2-header: प्रपत्र VI जिला दण्डाधिकारी-सह-उपायुक्त का कार्यालय, पश्चिमी सिंहभूम, चाईबासा (भू-अर्जन शाखा) bbox=[608, 493, 1142, 549]
itda-pr-number: PR.NO.358718 West Singhbhum(25-26):D bbox=[112, 320, 299, 329]
accused-photo bbox=[1153, 953, 1210, 1017]
power-cut-story: घाटशिला में आज चार घंटे बिजली आपूर्ति बाधित रहेगी घाटशिला. विद्युत आपूर्ति अवर प्रमंडल के अंतर्गत विद्युत शक्ति उप-केंद्र अमाइनगर के घाटशिला 11केवी फीडर लाइन पर तार से सटे पेड़ों की डालियों की कटाई-छंटाई की जायेगी. इसकी जानकारी घाटशिला सहायक अभियंता अभिषेक कुमार ने दी. बताया कि रविवार को सुबह 10 से दोपहर 2 बजे तक घाटशिला, गोपालपुर आदि क्षेत्रों में बिजली आपूर्ति बाधित रहेगी. bbox=[1153, 1026, 1502, 1101]
table-row: 15 43 287 रैयती दोन एक 0.021 मानी कुई पिता– डिबरू हो, सोमाय हो, कुशनु हो, रामराई हो, जावरा हो पिता– आइतो हो 288 286 265 रास्ता bbox=[41, 740, 581, 758]
land-acquisition-notice-dumardih: प्रपत्र VI जिला दण्डाधिकारी–सह–उपायुक्त का कार्यालय, पश्चिमी सिंहभूम, चाईबासा। (भू–अर्जन शाखा) प्रारंभिक अधिसूचना (अधिनियम– 30/2013 की धारा 11 (1) के अधीन) संख्या– .43(ए०)/भू०अ०, प० सिंहभूम, चाईबासा, दिनांक :– 22.07.2025 चूंकि समाहर्त्ता को यह प्रतीत होता है कि ग्राम– डुमरडीह, थाना नं०– 524, अंचल– चक्रधरपुर, जिला– पश्चिमी सिंहभूम में भूमि सार्वजनिक प्रयोजन, यथा परियोजना चक्रधरपुर (NH-75E) उलीडीह–चैनपुर– सहजोरो– मेहुलपानी– चारमोर (MDR-186 पर) पथ के चौड़ीकरण एवं मजबूतीकरण कार्य हेतु अपेक्षित है। प्रभावित परिवारों के पुनर्वास एवं पुनर्व्यवस्थापन के प्रयोजनार्थ अपर समाहर्त्ता अथवा नियम 2 (1) (ख) के तहत् नियुक्त पदाधिकारी को प्रशासक के रूप में नियुक्त किए गए हैं। अतएव अधिसूचित किया जाता है कि ग्राम– डुमरडीह, थाना नं०– 524, अंचल– चक्रधरपुर, जिला– पश्चिमी सिंहभूम में उपर्युक्त कथित परियोजना के लिए कमोवश 5.714 एकड़ है जिसका विस्तृत विवरण निम्नलिखित अर्जनाधीन है :– क्र० खाता सं० सर्वे प्लॉट सं० स्वामित्व का प्रकार भूमि का प्रकार अर्जन के अधीन क्षेत्रफल (एकड़ में) हितबद्ध व्यक्ति का नाम व पता सीमा भूखंड सं० उत्तर दक्षिण पूरब पश्चिम 1 2 3 4 5 6 7 8 9 10 11 1 41 153 रैयती दोन दो 0.010 मांगता हो, छोटा पांडु हो, छोटा मोटाय हो, केलाय हो, बड़ा पांडु हो 8 154 152 रास्ता 2 13 154 रैयती दोन दो 0.024 बड़ा डीवर हो पिता– पण्डो हो, छोटा डीवर हो पिता– बड़ा मोटाय हो 153 155 156 रास्ता 3 13 155 रैयती दोन एक 0.023 बड़ा डीवर हो पिता– पण्डो हो, छोटा डीवर हो पिता– बड़ा मोटाय हो 154 156 159 रास्ता 4 41 156 रैयती दोन दो 0.019 मांगता हो, छोटा पांडु हो, छोटा मोटाय हो, केलाय हो, बड़ा पांडु हो 155 157 157 रास्ता 5 13 157 रैयती दोन एक 0.039 बड़ा डीवर हो पिता– पण्डो हो, छोटा डीवर हो पिता– बड़ा मोटाय हो 156 167 166 रास्ता 6 41 168 रैयती दोन एक 0.021 मांगता हो, छोटा पांडु हो, छोटा मोटाय हो, केलाय हो, बड़ा पांडु हो 157 168 166 रास्ता 7 14 169 रैयती दोन दो 0.012 बड़ा डीवर हो पिता– पण्डो हो, छोटा डीवर हो पिता– बड़ा मोटाय हो 168 170 178 रास्ता 8 13 170 रैयती दोन एक 0.015 बड़ा डीवर हो पिता– पण्डो हो, छोटा डीवर हो पिता– बड़ा मोटाय हो 169 171 178 रास्ता 9 13 171 रैयती दोन एक 0.002 बड़ा डीवर हो पिता– पण्डो हो, छोटा डीवर हो पिता– बड़ा मोटाय हो 170 172 171 रास्ता 10 17 172 रैयती दोन एक 0.031 तुराम हो पिता– छोटा डीवर हो 177 289 175 रास्ता 11 44 282 रैयती दोन एक 0.041 मुस्मती मोमिता गोवालिन पति– संभु ग्वाला 283 रास्ता 279 रास्ता 12 25 283 रैयती दोन एक 0.002 बड़ा नरंगा हो पिता– मंगरू हो छोटा नरंगा हो पिता– मंगल सिंह हो 284 281 284 रास्ता 13 43 286 रैयती दोन एक 0.001 मानी कुई पिता– डिबरू हो, सोमाय हो, कुशनु हो, रामराई हो, जावरा हो पिता– आइतो हो 287 284 267 रास्ता 14 अज्ञात 2 रैयती अज्ञात 0.006 अज्ञात 22 3 3 रास्ता 15 43 287 रैयती दोन एक 0.021 मानी कुई पिता– डिबरू हो, सोमाय हो, कुशनु हो, रामराई हो, जावरा हो पिता– आइतो हो 288 286 265 रास्ता 16 43 288 रैयती दोन तीन 0.078 मानी कुई पिता– डिबरू हो, सोमाय हो, कुशनु हो, रामराई हो, जावरा हो पिता– आइतो हो 289 287 258 रास्ता 17 54 289 रैयती दोन दो 0.025 रसाय हो पिता– सादो हो, दुवलिया हो पिता– तुराम हो 173 288 192 रास्ता 18 15 294 रैयती गोड़ा दो 0.002 छोटा तुराम हो पिता– गोंदा हो 292 298 रास्ता नीज 19 अज्ञात 3 रैयती अज्ञात 0.006 अज्ञात 22 4 21 रास्ता 20 15 298 रैयती मकान सहन 0.007 छोटा तुराम हो पिता– गोंदा हो 294 299 रास्ता 295 21 13 300 रैयती गोड़ा एक 0.003 बड़ा डीवर हो पिता– पण्डो हो, छोटा डीवर हो पिता– बड़ा मोटाय हो 299 301 रास्ता नीज 22 13 301 रैयती गोड़ा एक 0.005 बड़ा डीवर हो पिता– पण्डो हो, छोटा डीवर हो पिता– बड़ा मोटाय हो 330 302 रास्ता नीज 23 25 341 रैयती गोड़ा एक 0.022 बड़ा नरंगा हो पिता– मंगरू हो, छोटा नरंगा हो पिता– मंगल सिंह हो रास्ता 345 रास्ता 342 24 अज्ञात 4 रैयती अज्ञात 0.006 अज्ञात – – – – 25 25 345 रैयती गोड़ा एक 0.027 बड़ा नरंगा हो पिता– मंगरू हो, छोटा नरंगा हो पिता– मंगल सिंह हो 341 346 रास्ता 345 26 23 346 रैयती गोड़ा दो 0.006 बड़ा नरंगा हो पिता– मंगरू हो, 345 347 रास्ता 347 27 18 347 रैयती गोड़ा एक 0.027 तुराम हो पिता– छोटा डीवर हो बागुन हो पिता– पांडु हो 346 357 रास्ता 358 28 18 357 रैयती दोन दो 0.027 तुराम हो पिता– छोटा डीवर हो बागुन हो पिता– पांडु हो 347 358 रास्ता 356 29 18 358 रैयती दोन तीन 0.014 तुराम हो पिता– छोटा डीवर हो बागुन हो पिता– पांडु हो 357 368 रास्ता 359 30 अज्ञात 6 रैयती अज्ञात 0.006 अज्ञात – – – – 31 17 368 रैयती दोन तीन 0.054 तुराम हो पिता– छोटा डीवर हो 358 369 रास्ता 365 32 17 369 रैयती दोन दो 0.006 तुराम हो पिता– छोटा डीवर हो 368 371 रास्ता 371 33 55 372 रैयती दोन एक 0.014 वाचा हो पिता– तुराम हो, पोगरू हो पिता– राया हो 371 373 रास्ता 376 34 56 373 रैयती दोन एक 0.010 राया हो पिता– बड़ा तुराम हो पोगरू हो पिता– राया हो 372 405 रास्ता 375 35 65 429 रैयती गोड़ा तीन 0.003 सालुका हो पिता– सेनगा हो, तुराम हो पिता– मरता हो 430 428 430 428 36 15 431 रैयती गोड़ा तीन 0.018 छोटा तुराम हो पिता– गोंदा हो 436 430 430 430 37 16 432 रैयती गोड़ा तीन 0.159 तुराम हो पिता– गोंदा हो 433 730 437 423 38 55 458 रैयती दोन तीन 0.006 वाचा हो पिता– तुराम हो, पोगरू हो पिता– राया हो 430 428 459 430 39 अज्ञात 167 रैयती अज्ञात 0.033 अज्ञात 157 168 166 रास्ता 40 65 459 रैयती गोड़ा तीन 0.003 सालुका हो पिता– सेनगा हो, तुराम हो पिता– मरता हो 457 428 460 428 41 51 470 रैयती पुरानी परती 0.002 रान्दय कुई पिता अजम्बर हो 469 474 472 428 42 54 475 रैयती पुरानी परती 0.076 रसाय हो पिता– सादो हो दुवलिया हो पिता– तुराम हो 428 476 474 476 43 अज्ञात 7 रैयती अज्ञात 0.004 अज्ञात 6 8 17 रास्ता 44 54 477 रैयती पुरानी परती 0.014 रसाय हो पिता– सादो हो दुवलिया हो पिता– तुराम हो 474 478 474 476 45 49 478 रैयती दोन दो 0.119 राउतो हो पिता– चमरू हो, नन्द लाल हो पिता बड़ा डीवर हो 474 646 479 477 46 49 646 रैयती पुरानी परती 0.130 राउतो हो पिता– चमरू हो, नन्द लाल हो पिता बड़ा डीवर हो 603 345 642 476 Total Land Area- 1.179 Acre Govt. Land 47 72 479 सरकारी पुरानी परती 0.141 अनावाद मालिक 480 603 666 478 48 72 22 सरकारी पोखरा 0.003 अनावाद मालिक – – – – 49 73 290 सरकारी रास्ता 1.223 अनावाद सर्व साधारण – – – – 50 73 1 सरकारी रास्ता 0.539 अनावाद सर्व साधारण – – – – 51 72 291 सरकारी पु० परती का०आ० 0.044 अनावाद मालिक – – – – 52 73 371 सरकारी रास्ता 0.191 अनावाद सर्व साधारण – – – – 53 अज्ञात 405 सरकारी अज्ञात 0.442 अज्ञात – – – – 54 72 406 सरकारी पु० परती का०आ० 0.102 अनावाद मालिक – – – – 55 72 423 सरकारी पु० परती का०आ० 0.298 अनावाद मालिक – – – – 56 72 428 सरकारी पु० परती का०आ० 0.500 अनावाद मालिक – – – – 57 72 430 सरकारी पु० परती का०आ० 0.511 अनावाद मालिक – – – – 58 72 474 सरकारी पु० परती का०आ० 0.450 अनावाद मालिक – – – – 59 72 476 सरकारी नदी 0.077 अनावाद मालिक – – – – 60 73 603 सरकारी रास्ता 0.014 अनावाद सर्व साधारण – – – – Total Govt. Land- 4.535 Acre Grand Total- 5.714 Acre यह अधिसूचना भू–अर्जन, पुनर्वासन और पुनर्व्यवस्थापन में उचित प्रतिकर एवं पारदर्शिता अधिकार अधिनियम, 2013 (अधिनियम संख्या 30/2013) की धारा– 11 (1) के उपबंधों के अधीन सभी संबंधित व्यक्तियों के लिए जारी की जाती है। भूमि की योजना का निरीक्षण जिला भू–अर्जन पदाधिकारी, पश्चिमी सिंहभूम, चाईबासा के कार्यालय में किसी कार्य दिवस को कार्यावधि में किया जा सकेगा। झारखण्ड सरकार/समाहर्त्ता–सह–समुचित सरकार उक्त अधिनियम की धारा 12 में यथा निर्दिष्ट कार्यों के समुचित निष्पादन हेतु अपेक्षित किसी भूमि का सर्वेक्षण एवं उसकी प्रविष्टि करने, किसी भूमि के किसी स्तर को मापने के लिए अवभूमि खोदने या भू–वेधन–छिद्र करने सहित सभी अन्य कार्यों के संचालन करने हेतु जिला भू–अर्जन पदाधिकारी, पश्चिमी सिंहभूम , चाईबासा और उनके कर्मचारी को प्राधिकृत करती है। अधिनियम की धारा 11(4) के अधीन कोई व्यक्ति जिला समाहर्त्ता के पूर्विक अनुमोदन के बिना इस अधिसूचना के प्रकाशन की तिथि से प्रारंभिक अधिसूचना में विनिर्दिष्ट भूमि का कोई अंतरण यथा क्रय/विक्रय नहीं करेगा या ऐसा कोई अंतरण नहीं करवाएगा या ऐसी भूमि पर कोई अवभार नहीं उत्पन्न करेगा। अधिनियम की धारा 15 के अधीन यथाउपबंधित इस अधिसूचना के प्रकाशन की तिथि से साठ (60 दिनों) के अन्तर्गत भू–अर्जन की बाबत किसी प्रकार की आपत्तियाँ हितबद्ध व्यक्ति द्वारा जिला भू–अर्जन पदाधिकारी, पश्चिमी सिंहभूम, चाईबासा के समक्ष दर्ज की जा सकेगी। PR 358732 West Singhbhum(25-26)D ह०/– जिला भू–अर्जन पदाधिकारी, पश्चिमी सिहभूम चाईबासा। bbox=[40, 352, 582, 1645]
total-row: Total Land Area- 2.069 Acre bbox=[609, 1280, 1142, 1294]
land-notice-1-pr: PR 358732 West Singhbhum(25-26)D bbox=[47, 1630, 211, 1641]
jlkm-meeting-story: जेएलकेएम की जिला स्तरीय बैठक आज घाटशिला. झारखंड लोकतांत्रिक क्रांतिकारी मोर्चा की जिला स्तरीय बैठक रविवार को घाटशिला के फूलडुंगरी स्थित तिलका माझी भवन में होगी. प्रथम चरण में प्रात 10 से साढ़े 11 बजे तक जिला समिति की बैठक होगी. दोपहर 12 से 2 बजे तक मोर्चा के सभी क्रांतिकारी कार्यकर्ताओं की बैठक होगी. बैठक का मुख्य उद्देश्य 8 अगस्त को शहादत दिवस की तैयारी करना है. इसकी जानकारी रामदास मुर्मू ने दी. bbox=[1153, 1109, 1502, 1184]
nhm-logo-icon bbox=[616, 92, 651, 127]
house-collapse-story: दारीसाई में ध्वस्त हुआ मिट्टी का मकान, बाल-बाल बचा परिवार गालूडीह. लगातार बारिश से गालूडीह में कई कच्चे मकान ध्वस्त हो गये. बड़ाकुर्शी पंचायत के दारीसाई गांव निवासी बापी चंद का मिट्टी का मकान शनिवार की सुबह ध्वस्त हो गया. बापी चंद ने बताया कि कच्चे मकान में परिवार के साथ जान जोखिम में डालकर रह रहे थे. घर के बाहर आंगन में हर साल बरसात का पानी जमा होने से तालाब बन जाता है. पानी निकासी की व्यवस्था नहीं है. मकान के चारों ओर पानी जमा रहने से मिट्टी का मकान ध्वस्त हो गया. गनीमत है कि परिवार के सभी सदस्य दूसरे घर में थे. परिजन बाल-बाल बच गये, लेकिन गृहस्थी का सामान मिट्टी में दबने से नुकसान हो गया. उन्होंने बताया कि परिवार को अबतक अबुआ आवास और पीएम आवास का लाभ नहीं मिला है. bbox=[1153, 1259, 1502, 1529]
registration-dot-icon bbox=[607, 1733, 622, 1751]
table-row: 6 137 100 रैयती गोड़ा दो 0.037 लान्डु हो पिता– छोटा नरसिह हो माझी हो पिता– लान्डु हो 99 92 रास्ता 93 bbox=[609, 743, 1142, 757]
table-row: 22 152 737 रैयती दोन दो 0.024 सिंगराय हो, लान्डु हो, सेलाय हो, पिता– नरसिह हो, गोन्डो हो, होरी हो, मुन्शी हो पिता– बागुन हो 733 738 739 रास्ता bbox=[609, 965, 1142, 983]
page-number: 06 bbox=[1442, 98, 1502, 135]
condition-item: 1.कोटेशन में सभी तरह का कर समाहित होगा। bbox=[613, 373, 741, 383]
table-row: 14 69 120 रैयती दोन दो 0.029 पातर हो पिता– शंकर हो 124 118 121 रास्ता bbox=[609, 854, 1142, 867]
table-row: 34 152 808 रैयती दोन दो 0.036 सिंगराय हो, लान्डु हो, सेलाय हो, पिता– नरसिह हो, गोन्डो हो, होरी हो, मुन्शी हो पिता– बागुन हो 806 रास्ता 1777 807 bbox=[609, 1155, 1142, 1174]
table-row: 3 137 85 रैयती गोड़ा दो 0.091 लान्डु हो पिता– छोटा नरसिह हो माझी हो पिता– लान्डु हो 84 रास्ता 88 81 bbox=[609, 702, 1142, 715]
table-row: 16 8 139 रैयती गोड़ा दो 0.070 अन्तु हो दानसर हो 150 126 140 रास्ता bbox=[609, 882, 1142, 895]
table-row: 23 25 341 रैयती गोड़ा एक 0.022 बड़ा नरंगा हो पिता– मंगरू हो, छोटा नरंगा हो पिता– मंगल सिंह हो रास्ता 345 रास्ता 342 bbox=[41, 860, 581, 874]
table-row: 24 152 738 रैयती मकान/सहन 0.015 सिंगराय हो, लान्डु हो, सेलाय हो, पिता– नरसिह हो, गोन्डो हो, होरी हो, मुन्शी हो पिता– बागुन हो 739 740 739 रास्ता bbox=[609, 997, 1142, 1016]
table-row: 4 41 156 रैयती दोन दो 0.019 मांगता हो, छोटा पांडु हो, छोटा मोटाय हो, केलाय हो, बड़ा पांडु हो 155 157 157 रास्ता bbox=[41, 583, 581, 596]
table-row: 36 15 431 रैयती गोड़ा तीन 0.018 छोटा तुराम हो पिता– गोंदा हो 436 430 430 430 bbox=[41, 1040, 581, 1054]
condition-item: 2.कोटेशन में अंकित दर के अतिरिक्त कोई अन्य शूल्क देय नहीं होगा। bbox=[613, 384, 801, 394]
land-acquisition-notice-mahulpani: प्रपत्र VI जिला दण्डाधिकारी-सह-उपायुक्त का कार्यालय, पश्चिमी सिंहभूम, चाईबासा (भू-अर्जन शाखा) प्रारंभिक अधिसूचना (अधिनियम– 30/2013 की धारा 11 (1) के अधीन) संख्या– 37(ए०)/भू०अ०, प० सिंहभूम, चाईबासा, दिनांक :– 22.07.2025 चूंकि समाहर्त्ता को यह प्रतीत होता है कि ग्राम– महुलपानी, थाना नं०– 504, अंचल– चक्रधरपुर, जिला– पश्चिमी सिंहभूम में भूमि सार्वजनिक प्रयोजन, यथा परियोजना चक्रधरपुर (NH-75E) उलीडीह–चैनपुर– सहजोरो– मेहुलपानी– चारमोर (MDR-186 पर) पथ के चौड़ीकरण एवं मजबूतीकरण कार्य हेतु अपेक्षित है। प्रभावित परिवारों के पुनर्वास एवं पुनर्व्यवस्थापन के प्रयोजनार्थ अपर समाहर्त्ता अथवा नियम 2 (1) (ख) के तहत् नियुक्त पदाधिकारी को प्रशासक के रूप में नियुक्त किए गए हैं। अतएव अधिसूचित किया जाता है कि ग्राम– महुलपानी, थाना नं०– 504, अंचल– चक्रधरपुर, जिला– पश्चिमी सिंहभूम में उपर्युक्त कथित परियोजना के लिए कमोवश 5.236 एकड़ है जिसका विस्तृत विवरण निम्नलिखित अर्जनाधीन है :– क्र० खाता सं० सर्वे प्लॉट सं० स्वामित्व का प्रकार भूमि का प्रकार अर्जन के अधीन क्षेत्रफल (एकड़ में) हितबद्ध व्यक्ति का नाम व पता सीमा भूखंड सं० उत्तर दक्षिण पूरब पश्चिम 1 2 3 4 5 6 7 8 9 10 11 1 9 80 रैयती गोड़ा दो 0.030 अन्तु हो दानसर हो 46 रास्ता 81 72 2 137 81 रैयती गोड़ा दो 0.026 लान्डु हो पिता– छोटा नरसिह हो माझी हो पिता– लान्डु हो 82 रास्ता 85 80 3 137 85 रैयती गोड़ा दो 0.091 लान्डु हो पिता– छोटा नरसिह हो माझी हो पिता– लान्डु हो 84 रास्ता 88 81 4 137 88 रैयती गोड़ा दो 0.035 लान्डु हो पिता– छोटा नरसिह हो माझी हो पिता– लान्डु हो 87 रास्ता 89 85 5 83 89 रैयती गोड़ा दो 0.088 विसन हो पिता– वागुन हो 92 रास्ता रास्ता 90 6 137 100 रैयती गोड़ा दो 0.037 लान्डु हो पिता– छोटा नरसिह हो माझी हो पिता– लान्डु हो 99 92 रास्ता 93 7 अज्ञात 77 रैयती अज्ञात 0.134 अज्ञात 65 101 रास्ता 62 8 137 101 रैयती गोड़ा दो 0.071 लान्डु हो पिता– छोटा नरसिह हो माझी हो पिता– लान्डु हो 104 100 रास्ता 98 9 137 106 रैयती गोड़ा दो 0.047 लान्डु हो पिता– छोटा नरसिह हो माझी हो पिता– लान्डु हो 104 107 105 रास्ता 10 137 107 रैयती गोड़ा दो 0.044 लान्डु हो पिता– छोटा नरसिह हो माझी हो पिता– लान्डु हो 106 345 105 रास्ता 11 5 116 रैयती गोड़ा दो 0.125 अनबू हो पिता– दानसर हो रास्ता 574 549 रास्ता 12 5 118 रैयती गोड़ा दो 0.057 अनबू हो पिता– दानसर हो रास्ता 117 549 रास्ता 13 43 79 रैयती पुरानी परती 0.103 तुराम हो, किन्दु हो पिता– दिवार हो, तुराम हो पिता– लुखना हो 80 रास्ता रास्ता 75 14 69 120 रैयती दोन दो 0.029 पातर हो पिता– शंकर हो 124 118 121 रास्ता 15 107 124 रैयती दोन तीन 0.036 मुकता कुई, वैलोग कुई, पिता– रेंगा बोदरा हो, पातर हो पिता– शंकर हो 125 120 124 रास्ता 16 8 139 रैयती गोड़ा दो 0.070 अन्तु हो दानसर हो 150 126 140 रास्ता 17 137 150 रैयती गोड़ा दो 0.029 लान्डु हो पिता– छोटा नरसिह हो माझी हो पिता– लान्डु हो 151 139 148 रास्ता 18 अज्ञात 151 रैयती अज्ञात 0.044 अज्ञात 153 150 150 रास्ता 19 123 343 रैयती गोड़ा दो 0.048 रामलाल हो, नरसिंह हो, पिता– विशनु हो, विशन हो, पिता– विरसा हो 344 172 352 रास्ता 20 83 344 रैयती गोड़ा दो 0.070 विसन हो पिता– वागुन हो 345 343 346 रास्ता 21 अज्ञात 734 रैयती अज्ञात 0.017 अज्ञात नीज 738 733 रास्ता 22 152 737 रैयती दोन दो 0.024 सिंगराय हो, लान्डु हो, सेलाय हो, पिता– नरसिह हो, गोन्डो हो, होरी हो, मुन्शी हो पिता– बागुन हो 733 738 739 रास्ता 23 138 160 रैयती गोड़ा दो 0.134 लान्डु हो पिता– नरसिह हो रास्ता 161 168 रास्ता 24 152 738 रैयती मकान/सहन 0.015 सिंगराय हो, लान्डु हो, सेलाय हो, पिता– नरसिह हो, गोन्डो हो, होरी हो, मुन्शी हो पिता– बागुन हो 739 740 739 रास्ता 25 152 740 रैयती मकान/सहन 0.020 सिंगराय हो, लान्डु हो, सेलाय हो, पिता– नरसिह हो, गोन्डो हो, होरी हो, मुन्शी हो पिता– बागुन हो 738 रास्ता 741 रास्ता 26 83 741 रैयती मकान/सहन 0.023 विसनु हो पिता– वागुन हो 748 रास्ता 748 रास्ता 27 अज्ञात 742 रैयती अज्ञात 0.014 अज्ञात 748 743 747 रास्ता 28 अज्ञात 743 रैयती अज्ञात 0.017 अज्ञात 742 रास्ता 744 रास्ता 29 143 782 रैयती दोन दो 0.133 सोमु तांती पिता–महिम तांती, 743 रास्ता 780 रास्ता 30 152 784 रैयती दोन दो 0.032 सिंगराय हो, लान्डु हो, सेलाय हो, पिता– नरसिह हो, गोन्डो हो, होरी हो, मुन्शी हो पिता– बागुन हो 781 रास्ता 785 782 31 152 788 रैयती दोन दो 0.051 सिंगराय हो, लान्डु हो, सेलाय हो, पिता– नरसिह हो, गोन्डो हो, होरी हो, मुन्शी हो पिता– बागुन हो 789 रास्ता 806 रास्ता 32 75 807 रैयती गोड़ा दो 0.049 वनमाली तांती पिता– साधु तांती 806 रास्ता 808 रास्ता 33 अज्ञात 736 रैयती फटा 0.024 अज्ञात 734 737 733 रास्ता 34 152 808 रैयती दोन दो 0.036 सिंगराय हो, लान्डु हो, सेलाय हो, पिता– नरसिह हो, गोन्डो हो, होरी हो, मुन्शी हो पिता– बागुन हो 806 रास्ता 1777 807 35 56 816 रैयती दोन दो 0.042 नौरू हो पिता– भोला हो 815 रास्ता 817 रास्ता 36 56 817 रैयती दोन दो 0.024 नौरू हो पिता– भोला हो 815 रास्ता 820 रास्ता 37 70 820 रैयती गोड़ा दो 0.046 पान्डा तुराम हो, पिता– सुनिया हो 818 रास्ता 821 817 38 152 822 रैयती दोन एक 0.030 सिंगराय हो, लान्डु हो, सेलाय हो, पिता– नरसिंह हो, गोन्डो हो, होरी हो, मुन्शी हो पिता– बागुन हो 821 रास्ता 823 820 39 152 823 रैयती दोन दो 0.027 सिंगराय हो, लान्डु हो, सेलाय हो, पिता– नरसिंह हो, गोन्डो हो, होरी हो, मुन्शी हो पिता– बागुन हो नीज रास्ता 824 822 40 75 824 रैयती दोन दो 0.022 वनमाली तांती पिता– साधु तांती नीज रास्ता 825 823 41 23 827 रैयती दोन दो 0.075 जगरनाथ तांती, पोटली तांती पिता– वैदनाथ तांती 826 रास्ता नीज रास्ता Total Land Area- 2.069 Acre Govt. Land 42 3 78 सरकारी पुरानी परती काबिल अबाद 0.014 अनावाद बिहार सरकार 819 रास्ता 816 नीज 43 3 92 सरकारी नाला 0.005 अनावाद बिहार सरकार 642 820 रास्ता 820 44 3 104 सरकारी नदी 0.080 अनावाद बिहार सरकार 702 709 रास्ता नीज 45 4 108 सरकारी रास्ता 0.955 अनावाद सर्व साधारण 971 रास्ता 962 रास्ता 46 3 109 सरकारी पुरानी परती गैर काबिल अबाद 0.051 अनावाद बिहार सरकार 627 रास्ता 984 नीज 47 3 114 सरकारी गोड़ा दो 0.299 अनावाद बिहार सरकार 642 820 रास्ता 820 48 4 115 सरकारी रास्ता 0.958 अनावाद सर्व साधारण 819 रास्ता 816 नीज 49 3 125 सरकारी पुरानी परती गैर काबिल अबाद 0.003 अनावाद बिहार सरकार 819 रास्ता 816 नीज 50 3 153 सरकारी पुरानी परती काबिल अबाद 0.080 अनावाद बिहार सरकार 971 रास्ता 962 रास्ता 51 3 345 सरकारी नाला 0.005 अनावाद बिहार सरकार 627 रास्ता 984 नीज 52 4 579 सरकारी रास्ता 0.018 अनावाद सर्व साधारण 819 रास्ता 816 नीज 53 3 825 सरकारी पुरानी परती काबिल अबाद 0.032 अनावाद बिहार सरकार 627 रास्ता 984 नीज 54 4 826 सरकारी रास्ता 0.48 अनावाद सर्व साधारण 963 968 रास्ता रास्ता 55 4 782/1773 सरकारी रास्ता 0.187 अनावाद सर्व साधारण 627 रास्ता 984 नीज Total Govt. Land- 3.167 Acre Grand Total - 5.236 Acre यह अधिसूचना भू–अर्जन, पुनर्वासन और पुनर्व्यवस्थापन में उचित प्रतिकर एवं पारदर्शिता अधिकार अधिनियम, 2013 (अधिनियम संख्या 30/2013) की धारा– 11 (1) के उपबंधों के अधीन सभी संबंधित व्यक्तियों के लिए जारी की जाती है। भूमि की योजना का निरीक्षण जिला भू–अर्जन पदाधिकारी, पश्चिमी सिंहभूम, चाईबासा के कार्यालय में किसी कार्य दिवस को कार्यावधि में किया जा सकेगा। झारखण्ड सरकार/समाहर्त्ता–सह–समुचित सरकार उक्त अधिनियम की धारा 12 में यथा निर्दिष्ट कार्यों के समुचित निष्पादन हेतु अपेक्षित किसी भूमि का सर्वेक्षण एवं उसकी प्रविष्टि करने, किसी भूमि के किसी स्तर को मापने के लिए अवभूमि खोदने या भू–वेधन–छिद्र करने सहित सभी अन्य कार्यों के संचालन करने हेतु जिला भू–अर्जन पदाधिकारी, पश्चिमी सिंहभूम , चाईबासा और उनके कर्मचारी को प्राधिकृत करती है। अधिनियम की धारा 11(4) के अधीन कोई व्यक्ति जिला समाहर्त्ता के पूर्विक अनुमोदन के बिना इस अधिसूचना के प्रकाशन की तिथि से प्रारंभिक अधिसूचना में विनिर्दिष्ट भूमि का कोई अंतरण यथा क्रय/विक्रय नहीं करेगा या ऐसा कोई अंतरण नहीं करवाएगा या ऐसी भूमि पर कोई अवभार नहीं उत्पन्न करेगा। अधिनियम की धारा 15 के अधीन यथाउपबंधित इस अधिसूचना के प्रकाशन की तिथि से साठ (60 दिनों) के अन्तर्गत भू–अर्जन की बाबत किसी प्रकार की आपत्तियाँ हितबद्ध व्यक्ति द्वारा जिला भू–अर्जन पदाधिकारी, पश्चिमी सिंहभूम, चाईबासा के समक्ष दर्ज की जा सकेगी। PR 358721 West Singhbhum (25-26)_D ह०/– जिला भू–अर्जन पदाधिकारी, पश्चिमी सिहभूम चाईबासा bbox=[607, 492, 1143, 1727]
registration-dot-icon bbox=[67, 1651, 81, 1669]
table-row: 19 अज्ञात 3 रैयती अज्ञात 0.006 अज्ञात 22 4 21 रास्ता bbox=[41, 804, 581, 818]
total-row: Total Land Area- 1.179 Acre bbox=[41, 1193, 581, 1206]
itda-notice-header: जिला दण्डाधिकारी-सह-उपायुक्त का कार्यालय, पश्चिमी सिंहभूम, चाईबासा ( आई०टी०डी०ए०) bbox=[41, 88, 581, 146]
table-row: 29 143 782 रैयती दोन दो 0.133 सोमु तांती पिता–महिम तांती, 743 रास्ता 780 रास्ता bbox=[609, 1076, 1142, 1090]
tb-notice-logos bbox=[608, 88, 1142, 133]
registration-dot-icon bbox=[121, 1651, 136, 1669]
table-row: 9 13 171 रैयती दोन एक 0.002 बड़ा डीवर हो पिता– पण्डो हो, छोटा डीवर हो पिता– बड़ा मोटाय हो 170 172 171 रास्ता bbox=[41, 652, 581, 666]
collapsed-house-photo bbox=[1332, 1324, 1502, 1468]
table-row: 57 72 430 सरकारी पु० परती का०आ० 0.511 अनावाद मालिक – – – – bbox=[41, 1382, 581, 1402]
condition-item: 3.किसी प्रकार के वाद–विवाद की स्थिति में न्यायायिक क्षेत्र जमशेदपुर होगा। bbox=[613, 395, 818, 405]
registration-bar bbox=[743, 1734, 1143, 1750]
table-row: 50 73 1 सरकारी रास्ता 0.539 अनावाद सर्व साधारण – – – – bbox=[41, 1262, 581, 1276]
table-row: 29 18 358 रैयती दोन तीन 0.014 तुराम हो पिता– छोटा डीवर हो बागुन हो पिता– पांडु हो 357 368 रास्ता 359 bbox=[41, 943, 581, 957]
trailer-headline: बाइक सवार को बचाने में डिवाइडर पर चढ़ा ट्रेलर bbox=[1153, 512, 1502, 538]
trailer-story: बाइक सवार को बचाने में डिवाइडर पर चढ़ा ट्रेलर गालूडीह. गालूडीह थाना क्षेत्र की खड़िया कॉलोनी बस स्टैंड के सामने नेशनल हाइवे पर शनिवार की शाम बड़ा हादसा टल गया. हाइवे पार कर रहे बाइक सवार को बचाने में एक ट्रेलर हाइवे के डिवाइडर पर चढ़ गया. अचानक ट्रेलर के असंतुलित होने से अफरा-तफरी मच गयी. ग्रामीणों की भीड़ जमा हो गयी. सूचना पर हाइवे पेट्रोलिंग 100 नंबर पुलिस पहुंची और ट्रेलर को किनारे कराया. गनीमत रही कि ट्रेलर डिवाइडर पर फंस कर रह गया. चालक ने बताया कि ट्रेलर (एनएल 01 ए डी 7299) लेकर आंध्रप्रदेश से जमशेदपुर जा रहा था. इस दौरान अचानक एक बाइक सवार हाइवे पार करने लगा. बाइक सवार को बचाने के लिए ब्रेक लगाया, जिसके बाद ट्रेलर डिवाइडर के ऊपर चढ़ गया. bbox=[1153, 512, 1502, 698]
section-title: घाटशिला bbox=[1282, 61, 1373, 91]
trailer-accident-photo bbox=[1153, 541, 1502, 618]
table-row: 18 अज्ञात 151 रैयती अज्ञात 0.044 अज्ञात 153 150 150 रास्ता bbox=[609, 910, 1142, 923]
table-row: 3 13 155 रैयती दोन एक 0.023 बड़ा डीवर हो पिता– पण्डो हो, छोटा डीवर हो पिता– बड़ा मोटाय हो 154 156 159 रास्ता bbox=[41, 568, 581, 582]
issue-date: 03.08.2025 bbox=[1363, 114, 1436, 131]
registration-dot-icon bbox=[40, 1651, 54, 1669]
table-row: 46 49 646 रैयती पुरानी परती 0.130 राउतो हो पिता– चमरू हो, नन्द लाल हो पिता बड़ा डीवर हो 603 345 642 476 bbox=[41, 1179, 581, 1193]
table-row: 11 44 282 रैयती दोन एक 0.041 मुस्मती मोमिता गोवालिन पति– संभु ग्वाला 283 रास्ता 279 रास्ता bbox=[41, 679, 581, 693]
table-row: 1 9 80 रैयती गोड़ा दो 0.030 अन्तु हो दानसर हो 46 रास्ता 81 72 bbox=[609, 674, 1142, 687]
theft-story: जेसी स्कूल से स्टैबलाइजर चोरी, आरोपी गिरफ्तार घाटशिला. घाटशिला के जगदीश चंद्र उच्च विद्यालय में शुक्रवार रात स्टैबलाइजर चोरी हो गयी. इस संबंध में विद्यालय की प्रधानाध्यापिका रीता मंडल ने शनिवार को घाटशिला थाना में लिखित शिकायत दर्ज करायी. पुलिस ने कुछ घंटे के भीतर छापेमारी कर गोपालपुर के कटिंगपाड़ा निवासी विजय नामाता को स्टैबलाइजर के साथ गिरफ्तार किया. उसे शनिवार को जेल भेज दिया गया. bbox=[1153, 930, 1502, 1018]
minister-headline: मंत्री की पहल पर झामुमो ने श्राद्धकर्म में मदद की bbox=[1153, 706, 1502, 733]
table-row: 36 56 817 रैयती दोन दो 0.024 नौरू हो पिता– भोला हो 815 रास्ता 820 रास्ता bbox=[609, 1188, 1142, 1202]
table-row: 44 54 477 रैयती पुरानी परती 0.014 रसाय हो पिता– सादो हो दुवलिया हो पिता– तुराम हो 474 478 474 476 bbox=[41, 1151, 581, 1165]
table-row: 33 55 372 रैयती दोन एक 0.014 वाचा हो पिता– तुराम हो, पोगरू हो पिता– राया हो 371 373 रास्ता 376 bbox=[41, 999, 581, 1013]
table-row: 37 16 432 रैयती गोड़ा तीन 0.159 तुराम हो पिता– गोंदा हो 433 730 437 423 bbox=[41, 1054, 581, 1068]
table-row: 10 17 172 रैयती दोन एक 0.031 तुराम हो पिता– छोटा डीवर हो 177 289 175 रास्ता bbox=[41, 666, 581, 679]
table-row: 21 13 300 रैयती गोड़ा एक 0.003 बड़ा डीवर हो पिता– पण्डो हो, छोटा डीवर हो पिता– बड़ा मोटाय हो 299 301 रास्ता नीज bbox=[41, 832, 581, 846]
registration-dot-icon bbox=[94, 1651, 108, 1669]
table-row: 42 54 475 रैयती पुरानी परती 0.076 रसाय हो पिता– सादो हो दुवलिया हो पिता– तुराम हो 428 476 474 476 bbox=[41, 1123, 581, 1137]
table-row: 12 25 283 रैयती दोन एक 0.002 बड़ा नरंगा हो पिता– मंगरू हो छोटा नरंगा हो पिता– मंगल सिंह हो 284 281 284 रास्ता bbox=[41, 694, 581, 707]
land-notice-2-table: क्र० खाता सं० सर्वे प्लॉट सं० स्वामित्व का प्रकार भूमि का प्रकार अर्जन के अधीन क्षेत्रफल (एकड़ में) हितबद्ध व्यक्ति का नाम व पता सीमा भूखंड सं० उत्तर दक्षिण पूरब पश्चिम 1 2 3 4 5 6 7 8 9 10 11 1 9 80 रैयती गोड़ा दो 0.030 अन्तु हो दानसर हो 46 रास्ता 81 72 2 137 81 रैयती गोड़ा दो 0.026 लान्डु हो पिता– छोटा नरसिह हो माझी हो पिता– लान्डु हो 82 रास्ता 85 80 3 137 85 रैयती गोड़ा दो 0.091 लान्डु हो पिता– छोटा नरसिह हो माझी हो पिता– लान्डु हो 84 रास्ता 88 81 4 137 88 रैयती गोड़ा दो 0.035 लान्डु हो पिता– छोटा नरसिह हो माझी हो पिता– लान्डु हो 87 रास्ता 89 85 5 83 89 रैयती गोड़ा दो 0.088 विसन हो पिता– वागुन हो 92 रास्ता रास्ता 90 6 137 100 रैयती गोड़ा दो 0.037 लान्डु हो पिता– छोटा नरसिह हो माझी हो पिता– लान्डु हो 99 92 रास्ता 93 7 अज्ञात 77 रैयती अज्ञात 0.134 अज्ञात 65 101 रास्ता 62 8 137 101 रैयती गोड़ा दो 0.071 लान्डु हो पिता– छोटा नरसिह हो माझी हो पिता– लान्डु हो 104 100 रास्ता 98 9 137 106 रैयती गोड़ा दो 0.047 लान्डु हो पिता– छोटा नरसिह हो माझी हो पिता– लान्डु हो 104 107 105 रास्ता 10 137 107 रैयती गोड़ा दो 0.044 लान्डु हो पिता– छोटा नरसिह हो माझी हो पिता– लान्डु हो 106 345 105 रास्ता 11 5 116 रैयती गोड़ा दो 0.125 अनबू हो पिता– दानसर हो रास्ता 574 549 रास्ता 12 5 118 रैयती गोड़ा दो 0.057 अनबू हो पिता– दानसर हो रास्ता 117 549 रास्ता 13 43 79 रैयती पुरानी परती 0.103 तुराम हो, किन्दु हो पिता– दिवार हो, तुराम हो पिता– लुखना हो 80 रास्ता रास्ता 75 14 69 120 रैयती दोन दो 0.029 पातर हो पिता– शंकर हो 124 118 121 रास्ता 15 107 124 रैयती दोन तीन 0.036 मुकता कुई, वैलोग कुई, पिता– रेंगा बोदरा हो, पातर हो पिता– शंकर हो 125 120 124 रास्ता 16 8 139 रैयती गोड़ा दो 0.070 अन्तु हो दानसर हो 150 126 140 रास्ता 17 137 150 रैयती गोड़ा दो 0.029 लान्डु हो पिता– छोटा नरसिह हो माझी हो पिता– लान्डु हो 151 139 148 रास्ता 18 अज्ञात 151 रैयती अज्ञात 0.044 अज्ञात 153 150 150 रास्ता 19 123 343 रैयती गोड़ा दो 0.048 रामलाल हो, नरसिंह हो, पिता– विशनु हो, विशन हो, पिता– विरसा हो 344 172 352 रास्ता 20 83 344 रैयती गोड़ा दो 0.070 विसन हो पिता– वागुन हो 345 343 346 रास्ता 21 अज्ञात 734 रैयती अज्ञात 0.017 अज्ञात नीज 738 733 रास्ता 22 152 737 रैयती दोन दो 0.024 सिंगराय हो, लान्डु हो, सेलाय हो, पिता– नरसिह हो, गोन्डो हो, होरी हो, मुन्शी हो पिता– बागुन हो 733 738 739 रास्ता 23 138 160 रैयती गोड़ा दो 0.134 लान्डु हो पिता– नरसिह हो रास्ता 161 168 रास्ता 24 152 738 रैयती मकान/सहन 0.015 सिंगराय हो, लान्डु हो, सेलाय हो, पिता– नरसिह हो, गोन्डो हो, होरी हो, मुन्शी हो पिता– बागुन हो 739 740 739 रास्ता 25 152 740 रैयती मकान/सहन 0.020 सिंगराय हो, लान्डु हो, सेलाय हो, पिता– नरसिह हो, गोन्डो हो, होरी हो, मुन्शी हो पिता– बागुन हो 738 रास्ता 741 रास्ता 26 83 741 रैयती मकान/सहन 0.023 विसनु हो पिता– वागुन हो 748 रास्ता 748 रास्ता 27 अज्ञात 742 रैयती अज्ञात 0.014 अज्ञात 748 743 747 रास्ता 28 अज्ञात 743 रैयती अज्ञात 0.017 अज्ञात 742 रास्ता 744 रास्ता 29 143 782 रैयती दोन दो 0.133 सोमु तांती पिता–महिम तांती, 743 रास्ता 780 रास्ता 30 152 784 रैयती दोन दो 0.032 सिंगराय हो, लान्डु हो, सेलाय हो, पिता– नरसिह हो, गोन्डो हो, होरी हो, मुन्शी हो पिता– बागुन हो 781 रास्ता 785 782 31 152 788 रैयती दोन दो 0.051 सिंगराय हो, लान्डु हो, सेलाय हो, पिता– नरसिह हो, गोन्डो हो, होरी हो, मुन्शी हो पिता– बागुन हो 789 रास्ता 806 रास्ता 32 75 807 रैयती गोड़ा दो 0.049 वनमाली तांती पिता– साधु तांती 806 रास्ता 808 रास्ता 33 अज्ञात 736 रैयती फटा 0.024 अज्ञात 734 737 733 रास्ता 34 152 808 रैयती दोन दो 0.036 सिंगराय हो, लान्डु हो, सेलाय हो, पिता– नरसिह हो, गोन्डो हो, होरी हो, मुन्शी हो पिता– बागुन हो 806 रास्ता 1777 807 35 56 816 रैयती दोन दो 0.042 नौरू हो पिता– भोला हो 815 रास्ता 817 रास्ता 36 56 817 रैयती दोन दो 0.024 नौरू हो पिता– भोला हो 815 रास्ता 820 रास्ता 37 70 820 रैयती गोड़ा दो 0.046 पान्डा तुराम हो, पिता– सुनिया हो 818 रास्ता 821 817 38 152 822 रैयती दोन एक 0.030 सिंगराय हो, लान्डु हो, सेलाय हो, पिता– नरसिंह हो, गोन्डो हो, होरी हो, मुन्शी हो पिता– बागुन हो 821 रास्ता 823 820 39 152 823 रैयती दोन दो 0.027 सिंगराय हो, लान्डु हो, सेलाय हो, पिता– नरसिंह हो, गोन्डो हो, होरी हो, मुन्शी हो पिता– बागुन हो नीज रास्ता 824 822 40 75 824 रैयती दोन दो 0.022 वनमाली तांती पिता– साधु तांती नीज रास्ता 825 823 41 23 827 रैयती दोन दो 0.075 जगरनाथ तांती, पोटली तांती पिता– वैदनाथ तांती 826 रास्ता नीज रास्ता Total Land Area- 2.069 Acre Govt. Land 42 3 78 सरकारी पुरानी परती काबिल अबाद 0.014 अनावाद बिहार सरकार 819 रास्ता 816 नीज 43 3 92 सरकारी नाला 0.005 अनावाद बिहार सरकार 642 820 रास्ता 820 44 3 104 सरकारी नदी 0.080 अनावाद बिहार सरकार 702 709 रास्ता नीज 45 4 108 सरकारी रास्ता 0.955 अनावाद सर्व साधारण 971 रास्ता 962 रास्ता 46 3 109 सरकारी पुरानी परती गैर काबिल अबाद 0.051 अनावाद बिहार सरकार 627 रास्ता 984 नीज 47 3 114 सरकारी गोड़ा दो 0.299 अनावाद बिहार सरकार 642 820 रास्ता 820 48 4 115 सरकारी रास्ता 0.958 अनावाद सर्व साधारण 819 रास्ता 816 नीज 49 3 125 सरकारी पुरानी परती गैर काबिल अबाद 0.003 अनावाद बिहार सरकार 819 रास्ता 816 नीज 50 3 153 सरकारी पुरानी परती काबिल अबाद 0.080 अनावाद बिहार सरकार 971 रास्ता 962 रास्ता 51 3 345 सरकारी नाला 0.005 अनावाद बिहार सरकार 627 रास्ता 984 नीज 52 4 579 सरकारी रास्ता 0.018 अनावाद सर्व साधारण 819 रास्ता 816 नीज 53 3 825 सरकारी पुरानी परती काबिल अबाद 0.032 अनावाद बिहार सरकार 627 रास्ता 984 नीज 54 4 826 सरकारी रास्ता 0.48 अनावाद सर्व साधारण 963 968 रास्ता रास्ता 55 4 782/1773 सरकारी रास्ता 0.187 अनावाद सर्व साधारण 627 रास्ता 984 नीज Total Govt. Land- 3.167 Acre Grand Total - 5.236 Acre bbox=[608, 640, 1142, 1556]
table-row: 31 152 788 रैयती दोन दो 0.051 सिंगराय हो, लान्डु हो, सेलाय हो, पिता– नरसिह हो, गोन्डो हो, होरी हो, मुन्शी हो पिता– बागुन हो 789 रास्ता 806 रास्ता bbox=[609, 1109, 1142, 1127]
table-row: 51 3 345 सरकारी नाला 0.005 अनावाद बिहार सरकार 627 रास्ता 984 नीज bbox=[609, 1456, 1142, 1469]
state-emblem-icon bbox=[860, 92, 890, 128]
land-notice-2-signature: ह०/– जिला भू–अर्जन पदाधिकारी, पश्चिमी सिहभूम चाईबासा bbox=[1046, 1687, 1136, 1721]
column-left bbox=[40, 88, 582, 1675]
condition-item: 6.प्राप्त कोटेशनों का निस्तारण दिनांक 12.08.2025 को अपराह्न 4.00 बजे सिविल सर्जन पूर्वी सिंहभूम के अध्यक्षता में किया जाएगा। bbox=[613, 428, 982, 438]
column-middle bbox=[607, 88, 1143, 1757]
govt-total-row: Total Govt. Land- 4.535 Acre bbox=[41, 1449, 581, 1461]
table-row: 38 55 458 रैयती दोन तीन 0.006 वाचा हो पिता– तुराम हो, पोगरू हो पिता– राया हो 430 428 459 430 bbox=[41, 1068, 581, 1082]
table-row: 37 70 820 रैयती गोड़ा दो 0.046 पान्डा तुराम हो, पिता– सुनिया हो 818 रास्ता 821 817 bbox=[609, 1202, 1142, 1215]
land-notice-2-pr: PR 358721 West Singhbhum (25-26)_D bbox=[615, 1711, 801, 1723]
table-row: 2 13 154 रैयती दोन दो 0.024 बड़ा डीवर हो पिता– पण्डो हो, छोटा डीवर हो पिता– बड़ा मोटाय हो 153 155 156 रास्ता bbox=[41, 555, 581, 568]
table-row: 35 56 816 रैयती दोन दो 0.042 नौरू हो पिता– भोला हो 815 रास्ता 817 रास्ता bbox=[609, 1174, 1142, 1187]
relief-distribution-photo bbox=[1153, 736, 1352, 915]
registration-dot-icon bbox=[1379, 1537, 1393, 1555]
table-row: 56 72 428 सरकारी पु० परती का०आ० 0.500 अनावाद मालिक – – – – bbox=[41, 1363, 581, 1382]
table-row: 5 13 157 रैयती दोन एक 0.039 बड़ा डीवर हो पिता– पण्डो हो, छोटा डीवर हो पिता– बड़ा मोटाय हो 156 167 166 रास्ता bbox=[41, 596, 581, 610]
table-row: 32 17 369 रैयती दोन दो 0.006 तुराम हो पिता– छोटा डीवर हो 368 371 रास्ता 371 bbox=[41, 985, 581, 998]
prabhat-khabar-logo: प्रभात खबर bbox=[1153, 106, 1240, 135]
